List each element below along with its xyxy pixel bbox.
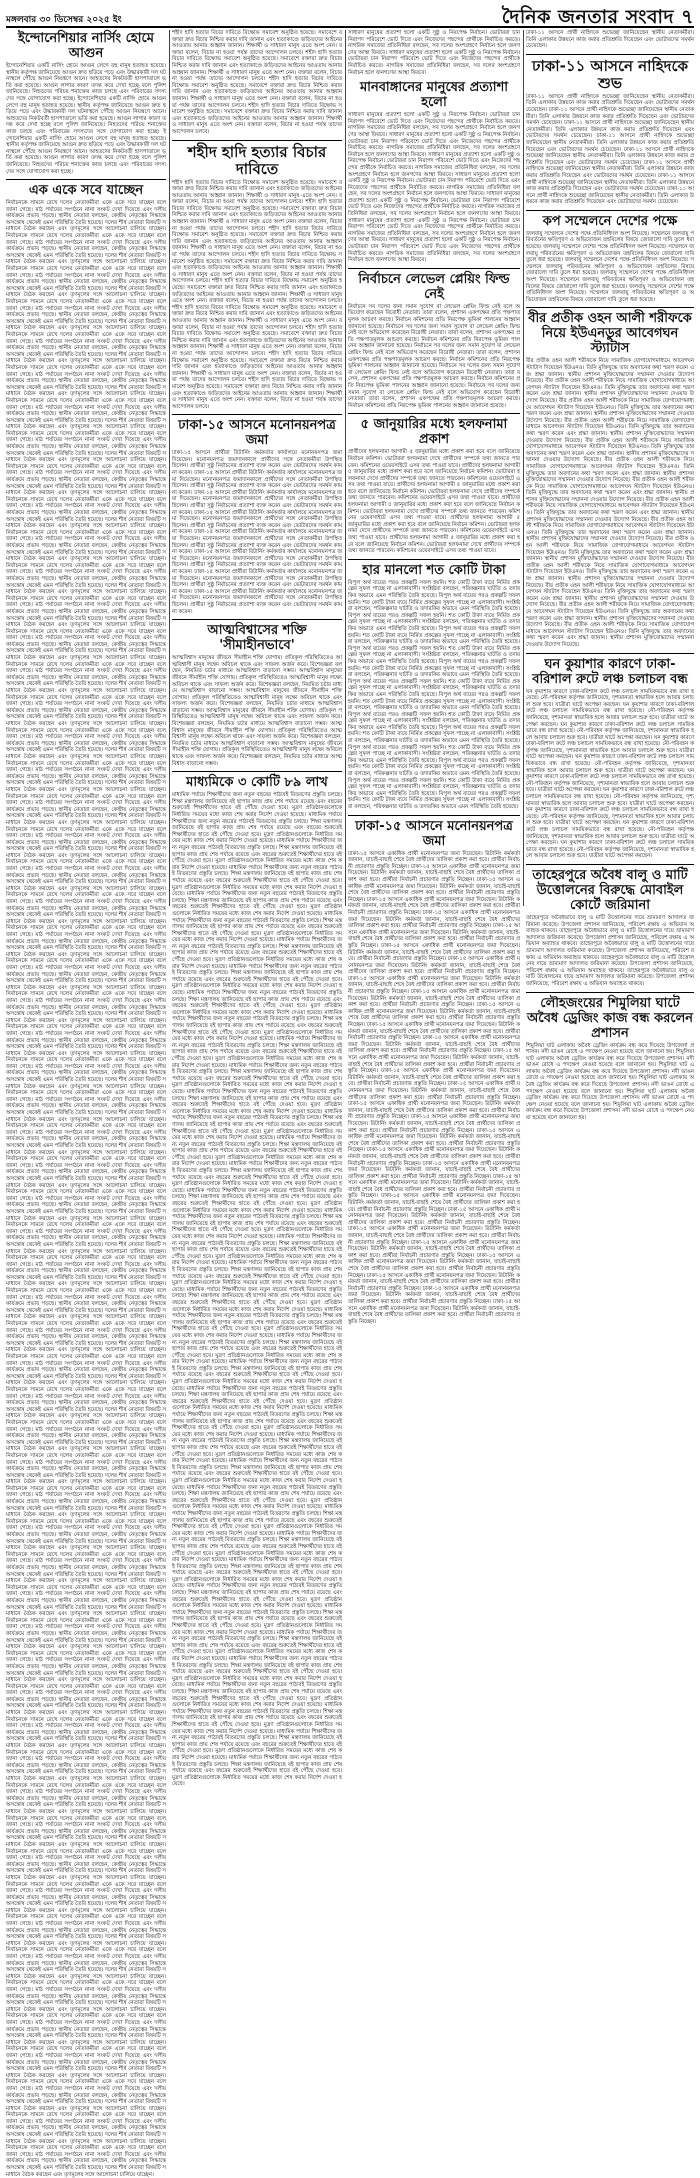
article-body: শহীদ হাদি হত্যার বিচার দাবিতে বিক্ষোভ সমাবেশ অনুষ্ঠিত হয়েছে। সমাবেশে বক্তারা দ্রুত বিচার নিশ্চিত করার দাবি জানান এবং হত্যাকাণ্ডে জড়িতদের আইনের আওতায় আনার আহ্বান জানান। শিক্ষার্থী ও সাধারণ মানুষ এতে অংশ নেন। বক্তারা বলেন, বিচার না হওয়া পর্যন্ত তাদের আন্দোলন চলবে। শহীদ হাদি হত্যার বিচার দাবিতে বিক্ষোভ সমাবেশ অনুষ্ঠিত হয়েছে। সমাবেশে বক্তারা দ্রুত বিচার নিশ্চিত করার দাবি জানান এবং হত্যাকাণ্ডে জড়িতদের আইনের আওতায় আনার আহ্বান জানান। শিক্ষার্থী ও সাধারণ মানুষ এতে অংশ নেন। বক্তারা বলেন, বিচার না হওয়া পর্যন্ত তাদের আন্দোলন চলবে। শহীদ হাদি হত্যার বিচার দাবিতে বিক্ষোভ সমাবেশ অনুষ্ঠিত হয়েছে। সমাবেশে বক্তারা দ্রুত বিচার নিশ্চিত করার দাবি জানান এবং হত্যাকাণ্ডে জড়িতদের আইনের আওতায় আনার আহ্বান জানান। শিক্ষার্থী ও সাধারণ মানুষ এতে অংশ নেন। বক্তারা বলেন, বিচার না হওয়া পর্যন্ত তাদের আন্দোলন চলবে। শহীদ হাদি হত্যার বিচার দাবিতে বিক্ষোভ সমাবেশ অনুষ্ঠিত হয়েছে। সমাবেশে বক্তারা দ্রুত বিচার নিশ্চিত করার দাবি জানান এবং হত্যাকাণ্ডে জড়িতদের আইনের আওতায় আনার আহ্বান জানান। শিক্ষার্থী ও সাধারণ মানুষ এতে অংশ নেন। বক্তারা বলেন, বিচার না হওয়া পর্যন্ত তাদের আন্দোলন চলবে।: [172, 30, 342, 135]
article-body: ইন্দোনেশিয়ার একটি নার্সিং হোমে আগুন লেগে বহু মানুষ হতাহত হয়েছে। স্থানীয় কর্তৃপক্ষ জানিয়েছে আগুন দ্রুত ছড়িয়ে পড়ে এবং উদ্ধারকারী দল ঘটনাস্থলে পৌঁছে আগুন নিয়ন্ত্রণে আনে। আহতদের নিকটবর্তী হাসপাতালে ভর্তি করা হয়েছে। আগুন লাগার কারণ তদন্ত করে দেখা হচ্ছে বলে পুলিশ জানিয়েছে। নিহতদের পরিচয় শনাক্তের কাজ চলছে এবং পরিবারের সদস্যদের সঙ্গে যোগাযোগ করা হচ্ছে। ইন্দোনেশিয়ার একটি নার্সিং হোমে আগুন লেগে বহু মানুষ হতাহত হয়েছে। স্থানীয় কর্তৃপক্ষ জানিয়েছে আগুন দ্রুত ছড়িয়ে পড়ে এবং উদ্ধারকারী দল ঘটনাস্থলে পৌঁছে আগুন নিয়ন্ত্রণে আনে। আহতদের নিকটবর্তী হাসপাতালে ভর্তি করা হয়েছে। আগুন লাগার কারণ তদন্ত করে দেখা হচ্ছে বলে পুলিশ জানিয়েছে। নিহতদের পরিচয় শনাক্তের কাজ চলছে এবং পরিবারের সদস্যদের সঙ্গে যোগাযোগ করা হচ্ছে। ইন্দোনেশিয়ার একটি নার্সিং হোমে আগুন লেগে বহু মানুষ হতাহত হয়েছে। স্থানীয় কর্তৃপক্ষ জানিয়েছে আগুন দ্রুত ছড়িয়ে পড়ে এবং উদ্ধারকারী দল ঘটনাস্থলে পৌঁছে আগুন নিয়ন্ত্রণে আনে। আহতদের নিকটবর্তী হাসপাতালে ভর্তি করা হয়েছে। আগুন লাগার কারণ তদন্ত করে দেখা হচ্ছে বলে পুলিশ জানিয়েছে। নিহতদের পরিচয় শনাক্তের কাজ চলছে এবং পরিবারের সদস্যদের সঙ্গে যোগাযোগ করা হচ্ছে।: [6, 63, 166, 175]
divider: [526, 307, 694, 308]
article-body: সাধারণ মানুষের প্রত্যাশা হলো একটি সুষ্ঠু ও নিরপেক্ষ নির্বাচন। ভোটাররা চান নিরাপদ পরিবেশে ভোট দিতে এবং নিজেদের পছন্দের প্রার্থীকে নির্বাচিত করতে। নাগরিক সমাজের প্রতিনিধিরা বলছেন, সব দলের অংশগ্রহণে নির্বাচন হলে জনগণের আস্থা ফিরবে। সাধারণ মানুষের প্রত্যাশা হলো একটি সুষ্ঠু ও নিরপেক্ষ নির্বাচন। ভোটাররা চান নিরাপদ পরিবেশে ভোট দিতে এবং নিজেদের পছন্দের প্রার্থীকে নির্বাচিত করতে। নাগরিক সমাজের প্রতিনিধিরা বলছেন, সব দলের অংশগ্রহণে নির্বাচন হলে জনগণের আস্থা ফিরবে। সাধারণ মানুষের প্রত্যাশা হলো একটি সুষ্ঠু ও নিরপেক্ষ নির্বাচন। ভোটাররা চান নিরাপদ পরিবেশে ভোট দিতে এবং নিজেদের পছন্দের প্রার্থীকে নির্বাচিত করতে। নাগরিক সমাজের প্রতিনিধিরা বলছেন, সব দলের অংশগ্রহণে নির্বাচন হলে জনগণের আস্থা ফিরবে। সাধারণ মানুষের প্রত্যাশা হলো একটি সুষ্ঠু ও নিরপেক্ষ নির্বাচন। ভোটাররা চান নিরাপদ পরিবেশে ভোট দিতে এবং নিজেদের পছন্দের প্রার্থীকে নির্বাচিত করতে। নাগরিক সমাজের প্রতিনিধিরা বলছেন, সব দলের অংশগ্রহণে নির্বাচন হলে জনগণের আস্থা ফিরবে। সাধারণ মানুষের প্রত্যাশা হলো একটি সুষ্ঠু ও নিরপেক্ষ নির্বাচন। ভোটাররা চান নিরাপদ পরিবেশে ভোট দিতে এবং নিজেদের পছন্দের প্রার্থীকে নির্বাচিত করতে। নাগরিক সমাজের প্রতিনিধিরা বলছেন, সব দলের অংশগ্রহণে নির্বাচন হলে জনগণের আস্থা ফিরবে। সাধারণ মানুষের প্রত্যাশা হলো একটি সুষ্ঠু ও নিরপেক্ষ নির্বাচন। ভোটাররা চান নিরাপদ পরিবেশে ভোট দিতে এবং নিজেদের পছন্দের প্রার্থীকে নির্বাচিত করতে। নাগরিক সমাজের প্রতিনিধিরা বলছেন, সব দলের অংশগ্রহণে নির্বাচন হলে জনগণের আস্থা ফিরবে। সাধারণ মানুষের প্রত্যাশা হলো একটি সুষ্ঠু ও নিরপেক্ষ নির্বাচন। ভোটাররা চান নিরাপদ পরিবেশে ভোট দিতে এবং নিজেদের পছন্দের প্রার্থীকে নির্বাচিত করতে। নাগরিক সমাজের প্রতিনিধিরা বলছেন, সব দলের অংশগ্রহণে নির্বাচন হলে জনগণের আস্থা ফিরবে।: [348, 112, 520, 264]
article: [172, 418, 342, 615]
article: [348, 417, 520, 555]
headline: লৌহজংয়ের শিমুলিয়া ঘাটে অবৈধ ড্রেজিং কাজ বন্ধ করলেন প্রশাসন: [526, 995, 694, 1041]
divider: [172, 140, 342, 141]
article-body: ঢাকা-১১ আসনে প্রার্থী নাহিদকে শুভেচ্ছা জানিয়েছেন স্থানীয় নেতাকর্মীরা। তিনি এলাকার উন্নয়নে কাজ করার প্রতিশ্রুতি দিয়েছেন এবং ভোটারদের সমর্থন চেয়েছেন। ঢাকা-১১ আসনে প্রার্থী নাহিদকে শুভেচ্ছা জানিয়েছেন স্থানীয় নেতাকর্মীরা। তিনি এলাকার উন্নয়নে কাজ করার প্রতিশ্রুতি দিয়েছেন এবং ভোটারদের সমর্থন চেয়েছেন। ঢাকা-১১ আসনে প্রার্থী নাহিদকে শুভেচ্ছা জানিয়েছেন স্থানীয় নেতাকর্মীরা। তিনি এলাকার উন্নয়নে কাজ করার প্রতিশ্রুতি দিয়েছেন এবং ভোটারদের সমর্থন চেয়েছেন। ঢাকা-১১ আসনে প্রার্থী নাহিদকে শুভেচ্ছা জানিয়েছেন স্থানীয় নেতাকর্মীরা। তিনি এলাকার উন্নয়নে কাজ করার প্রতিশ্রুতি দিয়েছেন এবং ভোটারদের সমর্থন চেয়েছেন। ঢাকা-১১ আসনে প্রার্থী নাহিদকে শুভেচ্ছা জানিয়েছেন স্থানীয় নেতাকর্মীরা। তিনি এলাকার উন্নয়নে কাজ করার প্রতিশ্রুতি দিয়েছেন এবং ভোটারদের সমর্থন চেয়েছেন। ঢাকা-১১ আসনে প্রার্থী নাহিদকে শুভেচ্ছা জানিয়েছেন স্থানীয় নেতাকর্মীরা। তিনি এলাকার উন্নয়নে কাজ করার প্রতিশ্রুতি দিয়েছেন এবং ভোটারদের সমর্থন চেয়েছেন। ঢাকা-১১ আসনে প্রার্থী নাহিদকে শুভেচ্ছা জানিয়েছেন স্থানীয় নেতাকর্মীরা। তিনি এলাকার উন্নয়নে কাজ করার প্রতিশ্রুতি দিয়েছেন এবং ভোটারদের সমর্থন চেয়েছেন। ঢাকা-১১ আসনে প্রার্থী নাহিদকে শুভেচ্ছা জানিয়েছেন স্থানীয় নেতাকর্মীরা। তিনি এলাকার উন্নয়নে কাজ করার প্রতিশ্রুতি দিয়েছেন এবং ভোটারদের সমর্থন চেয়েছেন।: [526, 93, 694, 206]
headline: বীর প্রতীক ওহন আলী শরীফকে নিয়ে ইউএনডুর আবেগঘন স্ট্যাটাস: [528, 311, 692, 357]
divider: [526, 210, 694, 211]
article: [172, 144, 342, 411]
article: [348, 563, 520, 811]
divider: [526, 653, 694, 654]
divider: [172, 414, 342, 415]
column-divider: [523, 30, 524, 906]
headline: ইন্দোনেশিয়ার নার্সিং হোমে আগুন: [18, 31, 154, 61]
article-body: ঢাকা-১১ আসনে প্রার্থী নাহিদকে শুভেচ্ছা জানিয়েছেন স্থানীয় নেতাকর্মীরা। তিনি এলাকার উন্নয়নে কাজ করার প্রতিশ্রুতি দিয়েছেন এবং ভোটারদের সমর্থন চেয়েছেন।: [526, 30, 694, 50]
issue-date: মঙ্গলবার ৩০ ডিসেম্বর ২০২৫ ইং: [6, 15, 122, 25]
masthead: [6, 4, 694, 28]
headline: ঢাকা-১৫ আসনে মনোনয়নপত্র জমা: [355, 818, 513, 849]
article: [348, 30, 520, 76]
divider: [348, 815, 520, 816]
headline: ঢাকা-১১ আসনে নাহিদকে শুভ: [531, 56, 689, 92]
article: [6, 31, 166, 175]
article-body: নির্বাচনে সব দলের জন্য সমান সুযোগ বা লেভেল প্লেয়িং ফিল্ড নেই বলে অভিযোগ করেছেন বিরোধী নেতারা। তারা বলেন, প্রশাসন একপক্ষের প্রতি পক্ষপাতমূলক আচরণ করছে। নির্বাচন কমিশনের প্রতি নিরপেক্ষ ভূমিকা পালনের আহ্বান জানানো হয়েছে। নির্বাচনে সব দলের জন্য সমান সুযোগ বা লেভেল প্লেয়িং ফিল্ড নেই বলে অভিযোগ করেছেন বিরোধী নেতারা। তারা বলেন, প্রশাসন একপক্ষের প্রতি পক্ষপাতমূলক আচরণ করছে। নির্বাচন কমিশনের প্রতি নিরপেক্ষ ভূমিকা পালনের আহ্বান জানানো হয়েছে। নির্বাচনে সব দলের জন্য সমান সুযোগ বা লেভেল প্লেয়িং ফিল্ড নেই বলে অভিযোগ করেছেন বিরোধী নেতারা। তারা বলেন, প্রশাসন একপক্ষের প্রতি পক্ষপাতমূলক আচরণ করছে। নির্বাচন কমিশনের প্রতি নিরপেক্ষ ভূমিকা পালনের আহ্বান জানানো হয়েছে। নির্বাচনে সব দলের জন্য সমান সুযোগ বা লেভেল প্লেয়িং ফিল্ড নেই বলে অভিযোগ করেছেন বিরোধী নেতারা। তারা বলেন, প্রশাসন একপক্ষের প্রতি পক্ষপাতমূলক আচরণ করছে। নির্বাচন কমিশনের প্রতি নিরপেক্ষ ভূমিকা পালনের আহ্বান জানানো হয়েছে। নির্বাচনে সব দলের জন্য সমান সুযোগ বা লেভেল প্লেয়িং ফিল্ড নেই বলে অভিযোগ করেছেন বিরোধী নেতারা। তারা বলেন, প্রশাসন একপক্ষের প্রতি পক্ষপাতমূলক আচরণ করছে। নির্বাচন কমিশনের প্রতি নিরপেক্ষ ভূমিকা পালনের আহ্বান জানানো হয়েছে।: [348, 303, 520, 409]
article: [526, 996, 694, 1122]
article-body: মাধ্যমিক পর্যায়ে শিক্ষার্থীদের জন্য নতুন বছরের পাঠ্যবই বিতরণের প্রস্তুতি চলছে। শিক্ষা মন্ত্রণালয় জানিয়েছে বই ছাপার কাজ প্রায় শেষ পর্যায়ে রয়েছে এবং বছরের শুরুতেই শিক্ষার্থীদের হাতে বই পৌঁছে দেওয়া হবে। মুদ্রণ প্রতিষ্ঠানগুলোকে নির্ধারিত সময়ের মধ্যে কাজ শেষ করার নির্দেশ দেওয়া হয়েছে। মাধ্যমিক পর্যায়ে শিক্ষার্থীদের জন্য নতুন বছরের পাঠ্যবই বিতরণের প্রস্তুতি চলছে। শিক্ষা মন্ত্রণালয় জানিয়েছে বই ছাপার কাজ প্রায় শেষ পর্যায়ে রয়েছে এবং বছরের শুরুতেই শিক্ষার্থীদের হাতে বই পৌঁছে দেওয়া হবে। মুদ্রণ প্রতিষ্ঠানগুলোকে নির্ধারিত সময়ের মধ্যে কাজ শেষ করার নির্দেশ দেওয়া হয়েছে। মাধ্যমিক পর্যায়ে শিক্ষার্থীদের জন্য নতুন বছরের পাঠ্যবই বিতরণের প্রস্তুতি চলছে। শিক্ষা মন্ত্রণালয় জানিয়েছে বই ছাপার কাজ প্রায় শেষ পর্যায়ে রয়েছে এবং বছরের শুরুতেই শিক্ষার্থীদের হাতে বই পৌঁছে দেওয়া হবে। মুদ্রণ প্রতিষ্ঠানগুলোকে নির্ধারিত সময়ের মধ্যে কাজ শেষ করার নির্দেশ দেওয়া হয়েছে। মাধ্যমিক পর্যায়ে শিক্ষার্থীদের জন্য নতুন বছরের পাঠ্যবই বিতরণের প্রস্তুতি চলছে। শিক্ষা মন্ত্রণালয় জানিয়েছে বই ছাপার কাজ প্রায় শেষ পর্যায়ে রয়েছে এবং বছরের শুরুতেই শিক্ষার্থীদের হাতে বই পৌঁছে দেওয়া হবে। মুদ্রণ প্রতিষ্ঠানগুলোকে নির্ধারিত সময়ের মধ্যে কাজ শেষ করার নির্দেশ দেওয়া হয়েছে। মাধ্যমিক পর্যায়ে শিক্ষার্থীদের জন্য নতুন বছরের পাঠ্যবই বিতরণের প্রস্তুতি চলছে। শিক্ষা মন্ত্রণালয় জানিয়েছে বই ছাপার কাজ প্রায় শেষ পর্যায়ে রয়েছে এবং বছরের শুরুতেই শিক্ষার্থীদের হাতে বই পৌঁছে দেওয়া হবে। মুদ্রণ প্রতিষ্ঠানগুলোকে নির্ধারিত সময়ের মধ্যে কাজ শেষ করার নির্দেশ দেওয়া হয়েছে। মাধ্যমিক পর্যায়ে শিক্ষার্থীদের জন্য নতুন বছরের পাঠ্যবই বিতরণের প্রস্তুতি চলছে। শিক্ষা মন্ত্রণালয় জানিয়েছে বই ছাপার কাজ প্রায় শেষ পর্যায়ে রয়েছে এবং বছরের শুরুতেই শিক্ষার্থীদের হাতে বই পৌঁছে দেওয়া হবে। মুদ্রণ প্রতিষ্ঠানগুলোকে নির্ধারিত সময়ের মধ্যে কাজ শেষ করার নির্দেশ দেওয়া হয়েছে। মাধ্যমিক পর্যায়ে শিক্ষার্থীদের জন্য নতুন বছরের পাঠ্যবই বিতরণের প্রস্তুতি চলছে। শিক্ষা মন্ত্রণালয় জানিয়েছে বই ছাপার কাজ প্রায় শেষ পর্যায়ে রয়েছে এবং বছরের শুরুতেই শিক্ষার্থীদের হাতে বই পৌঁছে দেওয়া হবে। মুদ্রণ প্রতিষ্ঠানগুলোকে নির্ধারিত সময়ের মধ্যে কাজ শেষ করার নির্দেশ দেওয়া হয়েছে। মাধ্যমিক পর্যায়ে শিক্ষার্থীদের জন্য নতুন বছরের পাঠ্যবই বিতরণের প্রস্তুতি চলছে। শিক্ষা মন্ত্রণালয় জানিয়েছে বই ছাপার কাজ প্রায় শেষ পর্যায়ে রয়েছে এবং বছরের শুরুতেই শিক্ষার্থীদের হাতে বই পৌঁছে দেওয়া হবে। মুদ্রণ প্রতিষ্ঠানগুলোকে নির্ধারিত সময়ের মধ্যে কাজ শেষ করার নির্দেশ দেওয়া হয়েছে। মাধ্যমিক পর্যায়ে শিক্ষার্থীদের জন্য নতুন বছরের পাঠ্যবই বিতরণের প্রস্তুতি চলছে। শিক্ষা মন্ত্রণালয় জানিয়েছে বই ছাপার কাজ প্রায় শেষ পর্যায়ে রয়েছে এবং বছরের শুরুতেই শিক্ষার্থীদের হাতে বই পৌঁছে দেওয়া হবে। মুদ্রণ প্রতিষ্ঠানগুলোকে নির্ধারিত সময়ের মধ্যে কাজ শেষ করার নির্দেশ দেওয়া হয়েছে। মাধ্যমিক পর্যায়ে শিক্ষার্থীদের জন্য নতুন বছরের পাঠ্যবই বিতরণের প্রস্তুতি চলছে। শিক্ষা মন্ত্রণালয় জানিয়েছে বই ছাপার কাজ প্রায় শেষ পর্যায়ে রয়েছে এবং বছরের শুরুতেই শিক্ষার্থীদের হাতে বই পৌঁছে দেওয়া হবে। মুদ্রণ প্রতিষ্ঠানগুলোকে নির্ধারিত সময়ের মধ্যে কাজ শেষ করার নির্দেশ দেওয়া হয়েছে। মাধ্যমিক পর্যায়ে শিক্ষার্থীদের জন্য নতুন বছরের পাঠ্যবই বিতরণের প্রস্তুতি চলছে। শিক্ষা মন্ত্রণালয় জানিয়েছে বই ছাপার কাজ প্রায় শেষ পর্যায়ে রয়েছে এবং বছরের শুরুতেই শিক্ষার্থীদের হাতে বই পৌঁছে দেওয়া হবে। মুদ্রণ প্রতিষ্ঠানগুলোকে নির্ধারিত সময়ের মধ্যে কাজ শেষ করার নির্দেশ দেওয়া হয়েছে। মাধ্যমিক পর্যায়ে শিক্ষার্থীদের জন্য নতুন বছরের পাঠ্যবই বিতরণের প্রস্তুতি চলছে। শিক্ষা মন্ত্রণালয় জানিয়েছে বই ছাপার কাজ প্রায় শেষ পর্যায়ে রয়েছে এবং বছরের শুরুতেই শিক্ষার্থীদের হাতে বই পৌঁছে দেওয়া হবে। মুদ্রণ প্রতিষ্ঠানগুলোকে নির্ধারিত সময়ের মধ্যে কাজ শেষ করার নির্দেশ দেওয়া হয়েছে। মাধ্যমিক পর্যায়ে শিক্ষার্থীদের জন্য নতুন বছরের পাঠ্যবই বিতরণের প্রস্তুতি চলছে। শিক্ষা মন্ত্রণালয় জানিয়েছে বই ছাপার কাজ প্রায় শেষ পর্যায়ে রয়েছে এবং বছরের শুরুতেই শিক্ষার্থীদের হাতে বই পৌঁছে দেওয়া হবে। মুদ্রণ প্রতিষ্ঠানগুলোকে নির্ধারিত সময়ের মধ্যে কাজ শেষ করার নির্দেশ দেওয়া হয়েছে। মাধ্যমিক পর্যায়ে শিক্ষার্থীদের জন্য নতুন বছরের পাঠ্যবই বিতরণের প্রস্তুতি চলছে। শিক্ষা মন্ত্রণালয় জানিয়েছে বই ছাপার কাজ প্রায় শেষ পর্যায়ে রয়েছে এবং বছরের শুরুতেই শিক্ষার্থীদের হাতে বই পৌঁছে দেওয়া হবে। মুদ্রণ প্রতিষ্ঠানগুলোকে নির্ধারিত সময়ের মধ্যে কাজ শেষ করার নির্দেশ দেওয়া হয়েছে। মাধ্যমিক পর্যায়ে শিক্ষার্থীদের জন্য নতুন বছরের পাঠ্যবই বিতরণের প্রস্তুতি চলছে। শিক্ষা মন্ত্রণালয় জানিয়েছে বই ছাপার কাজ প্রায় শেষ পর্যায়ে রয়েছে এবং বছরের শুরুতেই শিক্ষার্থীদের হাতে বই পৌঁছে দেওয়া হবে। মুদ্রণ প্রতিষ্ঠানগুলোকে নির্ধারিত সময়ের মধ্যে কাজ শেষ করার নির্দেশ দেওয়া হয়েছে। মাধ্যমিক পর্যায়ে শিক্ষার্থীদের জন্য নতুন বছরের পাঠ্যবই বিতরণের প্রস্তুতি চলছে। শিক্ষা মন্ত্রণালয় জানিয়েছে বই ছাপার কাজ প্রায় শেষ পর্যায়ে রয়েছে এবং বছরের শুরুতেই শিক্ষার্থীদের হাতে বই পৌঁছে দেওয়া হবে। মুদ্রণ প্রতিষ্ঠানগুলোকে নির্ধারিত সময়ের মধ্যে কাজ শেষ করার নির্দেশ দেওয়া হয়েছে। মাধ্যমিক পর্যায়ে শিক্ষার্থীদের জন্য নতুন বছরের পাঠ্যবই বিতরণের প্রস্তুতি চলছে। শিক্ষা মন্ত্রণালয় জানিয়েছে বই ছাপার কাজ প্রায় শেষ পর্যায়ে রয়েছে এবং বছরের শুরুতেই শিক্ষার্থীদের হাতে বই পৌঁছে দেওয়া হবে। মুদ্রণ প্রতিষ্ঠানগুলোকে নির্ধারিত সময়ের মধ্যে কাজ শেষ করার নির্দেশ দেওয়া হয়েছে। মাধ্যমিক পর্যায়ে শিক্ষার্থীদের জন্য নতুন বছরের পাঠ্যবই বিতরণের প্রস্তুতি চলছে। শিক্ষা মন্ত্রণালয় জানিয়েছে বই ছাপার কাজ প্রায় শেষ পর্যায়ে রয়েছে এবং বছরের শুরুতেই শিক্ষার্থীদের হাতে বই পৌঁছে দেওয়া হবে। মুদ্রণ প্রতিষ্ঠানগুলোকে নির্ধারিত সময়ের মধ্যে কাজ শেষ করার নির্দেশ দেওয়া হয়েছে। মাধ্যমিক পর্যায়ে শিক্ষার্থীদের জন্য নতুন বছরের পাঠ্যবই বিতরণের প্রস্তুতি চলছে। শিক্ষা মন্ত্রণালয় জানিয়েছে বই ছাপার কাজ প্রায় শেষ পর্যায়ে রয়েছে এবং বছরের শুরুতেই শিক্ষার্থীদের হাতে বই পৌঁছে দেওয়া হবে। মুদ্রণ প্রতিষ্ঠানগুলোকে নির্ধারিত সময়ের মধ্যে কাজ শেষ করার নির্দেশ দেওয়া হয়েছে। মাধ্যমিক পর্যায়ে শিক্ষার্থীদের জন্য নতুন বছরের পাঠ্যবই বিতরণের প্রস্তুতি চলছে। শিক্ষা মন্ত্রণালয় জানিয়েছে বই ছাপার কাজ প্রায় শেষ পর্যায়ে রয়েছে এবং বছরের শুরুতেই শিক্ষার্থীদের হাতে বই পৌঁছে দেওয়া হবে। মুদ্রণ প্রতিষ্ঠানগুলোকে নির্ধারিত সময়ের মধ্যে কাজ শেষ করার নির্দেশ দেওয়া হয়েছে। মাধ্যমিক পর্যায়ে শিক্ষার্থীদের জন্য নতুন বছরের পাঠ্যবই বিতরণের প্রস্তুতি চলছে। শিক্ষা মন্ত্রণালয় জানিয়েছে বই ছাপার কাজ প্রায় শেষ পর্যায়ে রয়েছে এবং বছরের শুরুতেই শিক্ষার্থীদের হাতে বই পৌঁছে দেওয়া হবে। মুদ্রণ প্রতিষ্ঠানগুলোকে নির্ধারিত সময়ের মধ্যে কাজ শেষ করার নির্দেশ দেওয়া হয়েছে। মাধ্যমিক পর্যায়ে শিক্ষার্থীদের জন্য নতুন বছরের পাঠ্যবই বিতরণের প্রস্তুতি চলছে। শিক্ষা মন্ত্রণালয় জানিয়েছে বই ছাপার কাজ প্রায় শেষ পর্যায়ে রয়েছে এবং বছরের শুরুতেই শিক্ষার্থীদের হাতে বই পৌঁছে দেওয়া হবে। মুদ্রণ প্রতিষ্ঠানগুলোকে নির্ধারিত সময়ের মধ্যে কাজ শেষ করার নির্দেশ দেওয়া হয়েছে। মাধ্যমিক পর্যায়ে শিক্ষার্থীদের জন্য নতুন বছরের পাঠ্যবই বিতরণের প্রস্তুতি চলছে। শিক্ষা মন্ত্রণালয় জানিয়েছে বই ছাপার কাজ প্রায় শেষ পর্যায়ে রয়েছে এবং বছরের শুরুতেই শিক্ষার্থীদের হাতে বই পৌঁছে দেওয়া হবে। মুদ্রণ প্রতিষ্ঠানগুলোকে নির্ধারিত সময়ের মধ্যে কাজ শেষ করার নির্দেশ দেওয়া হয়েছে। মাধ্যমিক পর্যায়ে শিক্ষার্থীদের জন্য নতুন বছরের পাঠ্যবই বিতরণের প্রস্তুতি চলছে। শিক্ষা মন্ত্রণালয় জানিয়েছে বই ছাপার কাজ প্রায় শেষ পর্যায়ে রয়েছে এবং বছরের শুরুতেই শিক্ষার্থীদের হাতে বই পৌঁছে দেওয়া হবে। মুদ্রণ প্রতিষ্ঠানগুলোকে নির্ধারিত সময়ের মধ্যে কাজ শেষ করার নির্দেশ দেওয়া হয়েছে। মাধ্যমিক পর্যায়ে শিক্ষার্থীদের জন্য নতুন বছরের পাঠ্যবই বিতরণের প্রস্তুতি চলছে। শিক্ষা মন্ত্রণালয় জানিয়েছে বই ছাপার কাজ প্রায় শেষ পর্যায়ে রয়েছে এবং বছরের শুরুতেই শিক্ষার্থীদের হাতে বই পৌঁছে দেওয়া হবে। মুদ্রণ প্রতিষ্ঠানগুলোকে নির্ধারিত সময়ের মধ্যে কাজ শেষ করার নির্দেশ দেওয়া হয়েছে। মাধ্যমিক পর্যায়ে শিক্ষার্থীদের জন্য নতুন বছরের পাঠ্যবই বিতরণের প্রস্তুতি চলছে। শিক্ষা মন্ত্রণালয় জানিয়েছে বই ছাপার কাজ প্রায় শেষ পর্যায়ে রয়েছে এবং বছরের শুরুতেই শিক্ষার্থীদের হাতে বই পৌঁছে দেওয়া হবে। মুদ্রণ প্রতিষ্ঠানগুলোকে নির্ধারিত সময়ের মধ্যে কাজ শেষ করার নির্দেশ দেওয়া হয়েছে। মাধ্যমিক পর্যায়ে শিক্ষার্থীদের জন্য নতুন বছরের পাঠ্যবই বিতরণের প্রস্তুতি চলছে। শিক্ষা মন্ত্রণালয় জানিয়েছে বই ছাপার কাজ প্রায় শেষ পর্যায়ে রয়েছে এবং বছরের শুরুতেই শিক্ষার্থীদের হাতে বই পৌঁছে দেওয়া হবে। মুদ্রণ প্রতিষ্ঠানগুলোকে নির্ধারিত সময়ের মধ্যে কাজ শেষ করার নির্দেশ দেওয়া হয়েছে। মাধ্যমিক পর্যায়ে শিক্ষার্থীদের জন্য নতুন বছরের পাঠ্যবই বিতরণের প্রস্তুতি চলছে। শিক্ষা মন্ত্রণালয় জানিয়েছে বই ছাপার কাজ প্রায় শেষ পর্যায়ে রয়েছে এবং বছরের শুরুতেই শিক্ষার্থীদের হাতে বই পৌঁছে দেওয়া হবে। মুদ্রণ প্রতিষ্ঠানগুলোকে নির্ধারিত সময়ের মধ্যে কাজ শেষ করার নির্দেশ দেওয়া হয়েছে। মাধ্যমিক পর্যায়ে শিক্ষার্থীদের জন্য নতুন বছরের পাঠ্যবই বিতরণের প্রস্তুতি চলছে। শিক্ষা মন্ত্রণালয় জানিয়েছে বই ছাপার কাজ প্রায় শেষ পর্যায়ে রয়েছে এবং বছরের শুরুতেই শিক্ষার্থীদের হাতে বই পৌঁছে দেওয়া হবে। মুদ্রণ প্রতিষ্ঠানগুলোকে নির্ধারিত সময়ের মধ্যে কাজ শেষ করার নির্দেশ দেওয়া হয়েছে। মাধ্যমিক পর্যায়ে শিক্ষার্থীদের জন্য নতুন বছরের পাঠ্যবই বিতরণের প্রস্তুতি চলছে। শিক্ষা মন্ত্রণালয় জানিয়েছে বই ছাপার কাজ প্রায় শেষ পর্যায়ে রয়েছে এবং বছরের শুরুতেই শিক্ষার্থীদের হাতে বই পৌঁছে দেওয়া হবে। মুদ্রণ প্রতিষ্ঠানগুলোকে নির্ধারিত সময়ের মধ্যে কাজ শেষ করার নির্দেশ দেওয়া হয়েছে। মাধ্যমিক পর্যায়ে শিক্ষার্থীদের জন্য নতুন বছরের পাঠ্যবই বিতরণের প্রস্তুতি চলছে। শিক্ষা মন্ত্রণালয় জানিয়েছে বই ছাপার কাজ প্রায় শেষ পর্যায়ে রয়েছে এবং বছরের শুরুতেই শিক্ষার্থীদের হাতে বই পৌঁছে দেওয়া হবে। মুদ্রণ প্রতিষ্ঠানগুলোকে নির্ধারিত সময়ের মধ্যে কাজ শেষ করার নির্দেশ দেওয়া হয়েছে। মাধ্যমিক পর্যায়ে শিক্ষার্থীদের জন্য নতুন বছরের পাঠ্যবই বিতরণের প্রস্তুতি চলছে। শিক্ষা মন্ত্রণালয় জানিয়েছে বই ছাপার কাজ প্রায় শেষ পর্যায়ে রয়েছে এবং বছরের শুরুতেই শিক্ষার্থীদের হাতে বই পৌঁছে দেওয়া হবে। মুদ্রণ প্রতিষ্ঠানগুলোকে নির্ধারিত সময়ের মধ্যে কাজ শেষ করার নির্দেশ দেওয়া হয়েছে। মাধ্যমিক পর্যায়ে শিক্ষার্থীদের জন্য নতুন বছরের পাঠ্যবই বিতরণের প্রস্তুতি চলছে। শিক্ষা মন্ত্রণালয় জানিয়েছে বই ছাপার কাজ প্রায় শেষ পর্যায়ে রয়েছে এবং বছরের শুরুতেই শিক্ষার্থীদের হাতে বই পৌঁছে দেওয়া হবে। মুদ্রণ প্রতিষ্ঠানগুলোকে নির্ধারিত সময়ের মধ্যে কাজ শেষ করার নির্দেশ দেওয়া হয়েছে। মাধ্যমিক পর্যায়ে শিক্ষার্থীদের জন্য নতুন বছরের পাঠ্যবই বিতরণের প্রস্তুতি চলছে। শিক্ষা মন্ত্রণালয় জানিয়েছে বই ছাপার কাজ প্রায় শেষ পর্যায়ে রয়েছে এবং বছরের শুরুতেই শিক্ষার্থীদের হাতে বই পৌঁছে দেওয়া হবে। মুদ্রণ প্রতিষ্ঠানগুলোকে নির্ধারিত সময়ের মধ্যে কাজ শেষ করার নির্দেশ দেওয়া হয়েছে। মাধ্যমিক পর্যায়ে শিক্ষার্থীদের জন্য নতুন বছরের পাঠ্যবই বিতরণের প্রস্তুতি চলছে। শিক্ষা মন্ত্রণালয় জানিয়েছে বই ছাপার কাজ প্রায় শেষ পর্যায়ে রয়েছে এবং বছরের শুরুতেই শিক্ষার্থীদের হাতে বই পৌঁছে দেওয়া হবে। মুদ্রণ প্রতিষ্ঠানগুলোকে নির্ধারিত সময়ের মধ্যে কাজ শেষ করার নির্দেশ দেওয়া হয়েছে। মাধ্যমিক পর্যায়ে শিক্ষার্থীদের জন্য নতুন বছরের পাঠ্যবই বিতরণের প্রস্তুতি চলছে। শিক্ষা মন্ত্রণালয় জানিয়েছে বই ছাপার কাজ প্রায় শেষ পর্যায়ে রয়েছে এবং বছরের শুরুতেই শিক্ষার্থীদের হাতে বই পৌঁছে দেওয়া হবে। মুদ্রণ প্রতিষ্ঠানগুলোকে নির্ধারিত সময়ের মধ্যে কাজ শেষ করার নির্দেশ দেওয়া হয়েছে। মাধ্যমিক পর্যায়ে শিক্ষার্থীদের জন্য নতুন বছরের পাঠ্যবই বিতরণের প্রস্তুতি চলছে। শিক্ষা মন্ত্রণালয় জানিয়েছে বই ছাপার কাজ প্রায় শেষ পর্যায়ে রয়েছে এবং বছরের শুরুতেই শিক্ষার্থীদের হাতে বই পৌঁছে দেওয়া হবে। মুদ্রণ প্রতিষ্ঠানগুলোকে নির্ধারিত সময়ের মধ্যে কাজ শেষ করার নির্দেশ দেওয়া হয়েছে। মাধ্যমিক পর্যায়ে শিক্ষার্থীদের জন্য নতুন বছরের পাঠ্যবই বিতরণের প্রস্তুতি চলছে। শিক্ষা মন্ত্রণালয় জানিয়েছে বই ছাপার কাজ প্রায় শেষ পর্যায়ে রয়েছে এবং বছরের শুরুতেই শিক্ষার্থীদের হাতে বই পৌঁছে দেওয়া হবে। মুদ্রণ প্রতিষ্ঠানগুলোকে নির্ধারিত সময়ের মধ্যে কাজ শেষ করার নির্দেশ দেওয়া হয়েছে। মাধ্যমিক পর্যায়ে শিক্ষার্থীদের জন্য নতুন বছরের পাঠ্যবই বিতরণের প্রস্তুতি চলছে। শিক্ষা মন্ত্রণালয় জানিয়েছে বই ছাপার কাজ প্রায় শেষ পর্যায়ে রয়েছে এবং বছরের শুরুতেই শিক্ষার্থীদের হাতে বই পৌঁছে দেওয়া হবে। মুদ্রণ প্রতিষ্ঠানগুলোকে নির্ধারিত সময়ের মধ্যে কাজ শেষ করার নির্দেশ দেওয়া হয়েছে। মাধ্যমিক পর্যায়ে শিক্ষার্থীদের জন্য নতুন বছরের পাঠ্যবই বিতরণের প্রস্তুতি চলছে। শিক্ষা মন্ত্রণালয় জানিয়েছে বই ছাপার কাজ প্রায় শেষ পর্যায়ে রয়েছে এবং বছরের শুরুতেই শিক্ষার্থীদের হাতে বই পৌঁছে দেওয়া হবে। মুদ্রণ প্রতিষ্ঠানগুলোকে নির্ধারিত সময়ের মধ্যে কাজ শেষ করার নির্দেশ দেওয়া হয়েছে।: [172, 792, 342, 1788]
column-1: [6, 30, 166, 2178]
divider: [348, 413, 520, 414]
article: [348, 819, 520, 1326]
article: [348, 80, 520, 264]
headline: মানবাঙ্গানের মানুষের প্রত্যাশা হলো: [359, 80, 509, 111]
article: [172, 30, 342, 136]
article: [172, 775, 342, 1788]
divider: [348, 268, 520, 269]
divider: [526, 864, 694, 865]
headline: এক একে সবে যাচ্ছেন: [28, 183, 144, 199]
article: [526, 311, 694, 648]
column-4: [526, 30, 695, 1122]
article: [526, 657, 694, 860]
article-body: বীর প্রতীক ওহন আলী শরীফকে নিয়ে সামাজিক যোগাযোগমাধ্যমে আবেগঘন স্ট্যাটাস দিয়েছেন ইউএনও। তিনি মুক্তিযুদ্ধে তার অবদানের কথা স্মরণ করেন এবং শ্রদ্ধা জানান। স্থানীয় প্রশাসন মুক্তিযোদ্ধাদের সম্মাননা দেওয়ার উদ্যোগ নিয়েছে। বীর প্রতীক ওহন আলী শরীফকে নিয়ে সামাজিক যোগাযোগমাধ্যমে আবেগঘন স্ট্যাটাস দিয়েছেন ইউএনও। তিনি মুক্তিযুদ্ধে তার অবদানের কথা স্মরণ করেন এবং শ্রদ্ধা জানান। স্থানীয় প্রশাসন মুক্তিযোদ্ধাদের সম্মাননা দেওয়ার উদ্যোগ নিয়েছে। বীর প্রতীক ওহন আলী শরীফকে নিয়ে সামাজিক যোগাযোগমাধ্যমে আবেগঘন স্ট্যাটাস দিয়েছেন ইউএনও। তিনি মুক্তিযুদ্ধে তার অবদানের কথা স্মরণ করেন এবং শ্রদ্ধা জানান। স্থানীয় প্রশাসন মুক্তিযোদ্ধাদের সম্মাননা দেওয়ার উদ্যোগ নিয়েছে। বীর প্রতীক ওহন আলী শরীফকে নিয়ে সামাজিক যোগাযোগমাধ্যমে আবেগঘন স্ট্যাটাস দিয়েছেন ইউএনও। তিনি মুক্তিযুদ্ধে তার অবদানের কথা স্মরণ করেন এবং শ্রদ্ধা জানান। স্থানীয় প্রশাসন মুক্তিযোদ্ধাদের সম্মাননা দেওয়ার উদ্যোগ নিয়েছে। বীর প্রতীক ওহন আলী শরীফকে নিয়ে সামাজিক যোগাযোগমাধ্যমে আবেগঘন স্ট্যাটাস দিয়েছেন ইউএনও। তিনি মুক্তিযুদ্ধে তার অবদানের কথা স্মরণ করেন এবং শ্রদ্ধা জানান। স্থানীয় প্রশাসন মুক্তিযোদ্ধাদের সম্মাননা দেওয়ার উদ্যোগ নিয়েছে। বীর প্রতীক ওহন আলী শরীফকে নিয়ে সামাজিক যোগাযোগমাধ্যমে আবেগঘন স্ট্যাটাস দিয়েছেন ইউএনও। তিনি মুক্তিযুদ্ধে তার অবদানের কথা স্মরণ করেন এবং শ্রদ্ধা জানান। স্থানীয় প্রশাসন মুক্তিযোদ্ধাদের সম্মাননা দেওয়ার উদ্যোগ নিয়েছে। বীর প্রতীক ওহন আলী শরীফকে নিয়ে সামাজিক যোগাযোগমাধ্যমে আবেগঘন স্ট্যাটাস দিয়েছেন ইউএনও। তিনি মুক্তিযুদ্ধে তার অবদানের কথা স্মরণ করেন এবং শ্রদ্ধা জানান। স্থানীয় প্রশাসন মুক্তিযোদ্ধাদের সম্মাননা দেওয়ার উদ্যোগ নিয়েছে। বীর প্রতীক ওহন আলী শরীফকে নিয়ে সামাজিক যোগাযোগমাধ্যমে আবেগঘন স্ট্যাটাস দিয়েছেন ইউএনও। তিনি মুক্তিযুদ্ধে তার অবদানের কথা স্মরণ করেন এবং শ্রদ্ধা জানান। স্থানীয় প্রশাসন মুক্তিযোদ্ধাদের সম্মাননা দেওয়ার উদ্যোগ নিয়েছে। বীর প্রতীক ওহন আলী শরীফকে নিয়ে সামাজিক যোগাযোগমাধ্যমে আবেগঘন স্ট্যাটাস দিয়েছেন ইউএনও। তিনি মুক্তিযুদ্ধে তার অবদানের কথা স্মরণ করেন এবং শ্রদ্ধা জানান। স্থানীয় প্রশাসন মুক্তিযোদ্ধাদের সম্মাননা দেওয়ার উদ্যোগ নিয়েছে। বীর প্রতীক ওহন আলী শরীফকে নিয়ে সামাজিক যোগাযোগমাধ্যমে আবেগঘন স্ট্যাটাস দিয়েছেন ইউএনও। তিনি মুক্তিযুদ্ধে তার অবদানের কথা স্মরণ করেন এবং শ্রদ্ধা জানান। স্থানীয় প্রশাসন মুক্তিযোদ্ধাদের সম্মাননা দেওয়ার উদ্যোগ নিয়েছে। বীর প্রতীক ওহন আলী শরীফকে নিয়ে সামাজিক যোগাযোগমাধ্যমে আবেগঘন স্ট্যাটাস দিয়েছেন ইউএনও। তিনি মুক্তিযুদ্ধে তার অবদানের কথা স্মরণ করেন এবং শ্রদ্ধা জানান। স্থানীয় প্রশাসন মুক্তিযোদ্ধাদের সম্মাননা দেওয়ার উদ্যোগ নিয়েছে। বীর প্রতীক ওহন আলী শরীফকে নিয়ে সামাজিক যোগাযোগমাধ্যমে আবেগঘন স্ট্যাটাস দিয়েছেন ইউএনও। তিনি মুক্তিযুদ্ধে তার অবদানের কথা স্মরণ করেন এবং শ্রদ্ধা জানান। স্থানীয় প্রশাসন মুক্তিযোদ্ধাদের সম্মাননা দেওয়ার উদ্যোগ নিয়েছে। বীর প্রতীক ওহন আলী শরীফকে নিয়ে সামাজিক যোগাযোগমাধ্যমে আবেগঘন স্ট্যাটাস দিয়েছেন ইউএনও। তিনি মুক্তিযুদ্ধে তার অবদানের কথা স্মরণ করেন এবং শ্রদ্ধা জানান। স্থানীয় প্রশাসন মুক্তিযোদ্ধাদের সম্মাননা দেওয়ার উদ্যোগ নিয়েছে। বীর প্রতীক ওহন আলী শরীফকে নিয়ে সামাজিক যোগাযোগমাধ্যমে আবেগঘন স্ট্যাটাস দিয়েছেন ইউএনও। তিনি মুক্তিযুদ্ধে তার অবদানের কথা স্মরণ করেন এবং শ্রদ্ধা জানান। স্থানীয় প্রশাসন মুক্তিযোদ্ধাদের সম্মাননা দেওয়ার উদ্যোগ নিয়েছে।: [526, 358, 694, 648]
article-body: শিমুলিয়া ঘাট এলাকায় অবৈধ ড্রেজিং কার্যক্রম বন্ধ করে দিয়েছে উপজেলা প্রশাসন। নদী ভাঙন রোধে এ পদক্ষেপ নেওয়া হয়েছে বলে জানানো হয়। শিমুলিয়া ঘাট এলাকায় অবৈধ ড্রেজিং কার্যক্রম বন্ধ করে দিয়েছে উপজেলা প্রশাসন। নদী ভাঙন রোধে এ পদক্ষেপ নেওয়া হয়েছে বলে জানানো হয়। শিমুলিয়া ঘাট এলাকায় অবৈধ ড্রেজিং কার্যক্রম বন্ধ করে দিয়েছে উপজেলা প্রশাসন। নদী ভাঙন রোধে এ পদক্ষেপ নেওয়া হয়েছে বলে জানানো হয়। শিমুলিয়া ঘাট এলাকায় অবৈধ ড্রেজিং কার্যক্রম বন্ধ করে দিয়েছে উপজেলা প্রশাসন। নদী ভাঙন রোধে এ পদক্ষেপ নেওয়া হয়েছে বলে জানানো হয়। শিমুলিয়া ঘাট এলাকায় অবৈধ ড্রেজিং কার্যক্রম বন্ধ করে দিয়েছে উপজেলা প্রশাসন। নদী ভাঙন রোধে এ পদক্ষেপ নেওয়া হয়েছে বলে জানানো হয়। শিমুলিয়া ঘাট এলাকায় অবৈধ ড্রেজিং কার্যক্রম বন্ধ করে দিয়েছে উপজেলা প্রশাসন। নদী ভাঙন রোধে এ পদক্ষেপ নেওয়া হয়েছে বলে জানানো হয়।: [526, 1042, 694, 1122]
article: [172, 623, 342, 767]
article-body: বিপুল অর্থ ব্যয়ের পরও প্রকল্পটি সফল হয়নি। শত কোটি টাকা ব্যয়ে নির্মিত প্রকল্পের সুফল পাচ্ছে না এলাকাবাসী। সংশ্লিষ্টরা বলছেন, পরিকল্পনার ঘাটতি ও তদারকির অভাবে এমন পরিস্থিতি তৈরি হয়েছে। বিপুল অর্থ ব্যয়ের পরও প্রকল্পটি সফল হয়নি। শত কোটি টাকা ব্যয়ে নির্মিত প্রকল্পের সুফল পাচ্ছে না এলাকাবাসী। সংশ্লিষ্টরা বলছেন, পরিকল্পনার ঘাটতি ও তদারকির অভাবে এমন পরিস্থিতি তৈরি হয়েছে। বিপুল অর্থ ব্যয়ের পরও প্রকল্পটি সফল হয়নি। শত কোটি টাকা ব্যয়ে নির্মিত প্রকল্পের সুফল পাচ্ছে না এলাকাবাসী। সংশ্লিষ্টরা বলছেন, পরিকল্পনার ঘাটতি ও তদারকির অভাবে এমন পরিস্থিতি তৈরি হয়েছে। বিপুল অর্থ ব্যয়ের পরও প্রকল্পটি সফল হয়নি। শত কোটি টাকা ব্যয়ে নির্মিত প্রকল্পের সুফল পাচ্ছে না এলাকাবাসী। সংশ্লিষ্টরা বলছেন, পরিকল্পনার ঘাটতি ও তদারকির অভাবে এমন পরিস্থিতি তৈরি হয়েছে। বিপুল অর্থ ব্যয়ের পরও প্রকল্পটি সফল হয়নি। শত কোটি টাকা ব্যয়ে নির্মিত প্রকল্পের সুফল পাচ্ছে না এলাকাবাসী। সংশ্লিষ্টরা বলছেন, পরিকল্পনার ঘাটতি ও তদারকির অভাবে এমন পরিস্থিতি তৈরি হয়েছে। বিপুল অর্থ ব্যয়ের পরও প্রকল্পটি সফল হয়নি। শত কোটি টাকা ব্যয়ে নির্মিত প্রকল্পের সুফল পাচ্ছে না এলাকাবাসী। সংশ্লিষ্টরা বলছেন, পরিকল্পনার ঘাটতি ও তদারকির অভাবে এমন পরিস্থিতি তৈরি হয়েছে। বিপুল অর্থ ব্যয়ের পরও প্রকল্পটি সফল হয়নি। শত কোটি টাকা ব্যয়ে নির্মিত প্রকল্পের সুফল পাচ্ছে না এলাকাবাসী। সংশ্লিষ্টরা বলছেন, পরিকল্পনার ঘাটতি ও তদারকির অভাবে এমন পরিস্থিতি তৈরি হয়েছে। বিপুল অর্থ ব্যয়ের পরও প্রকল্পটি সফল হয়নি। শত কোটি টাকা ব্যয়ে নির্মিত প্রকল্পের সুফল পাচ্ছে না এলাকাবাসী। সংশ্লিষ্টরা বলছেন, পরিকল্পনার ঘাটতি ও তদারকির অভাবে এমন পরিস্থিতি তৈরি হয়েছে। বিপুল অর্থ ব্যয়ের পরও প্রকল্পটি সফল হয়নি। শত কোটি টাকা ব্যয়ে নির্মিত প্রকল্পের সুফল পাচ্ছে না এলাকাবাসী। সংশ্লিষ্টরা বলছেন, পরিকল্পনার ঘাটতি ও তদারকির অভাবে এমন পরিস্থিতি তৈরি হয়েছে। বিপুল অর্থ ব্যয়ের পরও প্রকল্পটি সফল হয়নি। শত কোটি টাকা ব্যয়ে নির্মিত প্রকল্পের সুফল পাচ্ছে না এলাকাবাসী। সংশ্লিষ্টরা বলছেন, পরিকল্পনার ঘাটতি ও তদারকির অভাবে এমন পরিস্থিতি তৈরি হয়েছে। বিপুল অর্থ ব্যয়ের পরও প্রকল্পটি সফল হয়নি। শত কোটি টাকা ব্যয়ে নির্মিত প্রকল্পের সুফল পাচ্ছে না এলাকাবাসী। সংশ্লিষ্টরা বলছেন, পরিকল্পনার ঘাটতি ও তদারকির অভাবে এমন পরিস্থিতি তৈরি হয়েছে। বিপুল অর্থ ব্যয়ের পরও প্রকল্পটি সফল হয়নি। শত কোটি টাকা ব্যয়ে নির্মিত প্রকল্পের সুফল পাচ্ছে না এলাকাবাসী। সংশ্লিষ্টরা বলছেন, পরিকল্পনার ঘাটতি ও তদারকির অভাবে এমন পরিস্থিতি তৈরি হয়েছে। বিপুল অর্থ ব্যয়ের পরও প্রকল্পটি সফল হয়নি। শত কোটি টাকা ব্যয়ে নির্মিত প্রকল্পের সুফল পাচ্ছে না এলাকাবাসী। সংশ্লিষ্টরা বলছেন, পরিকল্পনার ঘাটতি ও তদারকির অভাবে এমন পরিস্থিতি তৈরি হয়েছে। বিপুল অর্থ ব্যয়ের পরও প্রকল্পটি সফল হয়নি। শত কোটি টাকা ব্যয়ে নির্মিত প্রকল্পের সুফল পাচ্ছে না এলাকাবাসী। সংশ্লিষ্টরা বলছেন, পরিকল্পনার ঘাটতি ও তদারকির অভাবে এমন পরিস্থিতি তৈরি হয়েছে।: [348, 579, 520, 810]
article-body: প্রার্থীদের হলফনামা আগামী ৫ জানুয়ারির মধ্যে প্রকাশ করা হবে বলে জানিয়েছে নির্বাচন কমিশন। ভোটাররা হলফনামা দেখে প্রার্থীদের সম্পর্কে তথ্য জানতে পারবেন। কমিশনের ওয়েবসাইটে এসব তথ্য পাওয়া যাবে। প্রার্থীদের হলফনামা আগামী ৫ জানুয়ারির মধ্যে প্রকাশ করা হবে বলে জানিয়েছে নির্বাচন কমিশন। ভোটাররা হলফনামা দেখে প্রার্থীদের সম্পর্কে তথ্য জানতে পারবেন। কমিশনের ওয়েবসাইটে এসব তথ্য পাওয়া যাবে। প্রার্থীদের হলফনামা আগামী ৫ জানুয়ারির মধ্যে প্রকাশ করা হবে বলে জানিয়েছে নির্বাচন কমিশন। ভোটাররা হলফনামা দেখে প্রার্থীদের সম্পর্কে তথ্য জানতে পারবেন। কমিশনের ওয়েবসাইটে এসব তথ্য পাওয়া যাবে। প্রার্থীদের হলফনামা আগামী ৫ জানুয়ারির মধ্যে প্রকাশ করা হবে বলে জানিয়েছে নির্বাচন কমিশন। ভোটাররা হলফনামা দেখে প্রার্থীদের সম্পর্কে তথ্য জানতে পারবেন। কমিশনের ওয়েবসাইটে এসব তথ্য পাওয়া যাবে। প্রার্থীদের হলফনামা আগামী ৫ জানুয়ারির মধ্যে প্রকাশ করা হবে বলে জানিয়েছে নির্বাচন কমিশন। ভোটাররা হলফনামা দেখে প্রার্থীদের সম্পর্কে তথ্য জানতে পারবেন। কমিশনের ওয়েবসাইটে এসব তথ্য পাওয়া যাবে। প্রার্থীদের হলফনামা আগামী ৫ জানুয়ারির মধ্যে প্রকাশ করা হবে বলে জানিয়েছে নির্বাচন কমিশন। ভোটাররা হলফনামা দেখে প্রার্থীদের সম্পর্কে তথ্য জানতে পারবেন। কমিশনের ওয়েবসাইটে এসব তথ্য পাওয়া যাবে।: [348, 449, 520, 555]
column-divider: [345, 30, 346, 906]
divider: [526, 54, 694, 55]
divider: [172, 619, 342, 620]
article-body: ঘন কুয়াশার কারণে ঢাকা-বরিশাল রুটে লঞ্চ চলাচল সাময়িকভাবে বন্ধ রাখা হয়েছে। নৌ-পরিবহন কর্তৃপক্ষ জানিয়েছে, দৃশ্যমানতা স্বাভাবিক হলে আবার চলাচল শুরু হবে। যাত্রীরা ঘাটে অপেক্ষা করছেন। ঘন কুয়াশার কারণে ঢাকা-বরিশাল রুটে লঞ্চ চলাচল সাময়িকভাবে বন্ধ রাখা হয়েছে। নৌ-পরিবহন কর্তৃপক্ষ জানিয়েছে, দৃশ্যমানতা স্বাভাবিক হলে আবার চলাচল শুরু হবে। যাত্রীরা ঘাটে অপেক্ষা করছেন। ঘন কুয়াশার কারণে ঢাকা-বরিশাল রুটে লঞ্চ চলাচল সাময়িকভাবে বন্ধ রাখা হয়েছে। নৌ-পরিবহন কর্তৃপক্ষ জানিয়েছে, দৃশ্যমানতা স্বাভাবিক হলে আবার চলাচল শুরু হবে। যাত্রীরা ঘাটে অপেক্ষা করছেন। ঘন কুয়াশার কারণে ঢাকা-বরিশাল রুটে লঞ্চ চলাচল সাময়িকভাবে বন্ধ রাখা হয়েছে। নৌ-পরিবহন কর্তৃপক্ষ জানিয়েছে, দৃশ্যমানতা স্বাভাবিক হলে আবার চলাচল শুরু হবে। যাত্রীরা ঘাটে অপেক্ষা করছেন। ঘন কুয়াশার কারণে ঢাকা-বরিশাল রুটে লঞ্চ চলাচল সাময়িকভাবে বন্ধ রাখা হয়েছে। নৌ-পরিবহন কর্তৃপক্ষ জানিয়েছে, দৃশ্যমানতা স্বাভাবিক হলে আবার চলাচল শুরু হবে। যাত্রীরা ঘাটে অপেক্ষা করছেন। ঘন কুয়াশার কারণে ঢাকা-বরিশাল রুটে লঞ্চ চলাচল সাময়িকভাবে বন্ধ রাখা হয়েছে। নৌ-পরিবহন কর্তৃপক্ষ জানিয়েছে, দৃশ্যমানতা স্বাভাবিক হলে আবার চলাচল শুরু হবে। যাত্রীরা ঘাটে অপেক্ষা করছেন। ঘন কুয়াশার কারণে ঢাকা-বরিশাল রুটে লঞ্চ চলাচল সাময়িকভাবে বন্ধ রাখা হয়েছে। নৌ-পরিবহন কর্তৃপক্ষ জানিয়েছে, দৃশ্যমানতা স্বাভাবিক হলে আবার চলাচল শুরু হবে। যাত্রীরা ঘাটে অপেক্ষা করছেন। ঘন কুয়াশার কারণে ঢাকা-বরিশাল রুটে লঞ্চ চলাচল সাময়িকভাবে বন্ধ রাখা হয়েছে। নৌ-পরিবহন কর্তৃপক্ষ জানিয়েছে, দৃশ্যমানতা স্বাভাবিক হলে আবার চলাচল শুরু হবে। যাত্রীরা ঘাটে অপেক্ষা করছেন। ঘন কুয়াশার কারণে ঢাকা-বরিশাল রুটে লঞ্চ চলাচল সাময়িকভাবে বন্ধ রাখা হয়েছে। নৌ-পরিবহন কর্তৃপক্ষ জানিয়েছে, দৃশ্যমানতা স্বাভাবিক হলে আবার চলাচল শুরু হবে। যাত্রীরা ঘাটে অপেক্ষা করছেন। ঘন কুয়াশার কারণে ঢাকা-বরিশাল রুটে লঞ্চ চলাচল সাময়িকভাবে বন্ধ রাখা হয়েছে। নৌ-পরিবহন কর্তৃপক্ষ জানিয়েছে, দৃশ্যমানতা স্বাভাবিক হলে আবার চলাচল শুরু হবে। যাত্রীরা ঘাটে অপেক্ষা করছেন।: [526, 688, 695, 860]
divider: [6, 179, 166, 180]
headline: নির্বাচনে লেভেল প্লেয়িং ফিল্ড নেই: [358, 271, 510, 302]
article-body: নির্বাচনকে সামনে রেখে দলের নেতাকর্মীরা একে একে সরে যাচ্ছেন বলে জানা গেছে। মাঠ পর্যায়ের সংগঠনে নানা সংকট দেখা দিয়েছে এবং দলীয় কার্যক্রমে প্রভাব পড়ছে। স্থানীয় নেতারা বলছেন, কেন্দ্রীয় নেতৃত্বের সিদ্ধান্তে অসন্তোষ থেকেই এমন পরিস্থিতি তৈরি হয়েছে। দলের শীর্ষ নেতারা বিষয়টি সমাধানে বৈঠক করছেন এবং তৃণমূলের সঙ্গে আলোচনা চালিয়ে যাচ্ছেন। নির্বাচনকে সামনে রেখে দলের নেতাকর্মীরা একে একে সরে যাচ্ছেন বলে জানা গেছে। মাঠ পর্যায়ের সংগঠনে নানা সংকট দেখা দিয়েছে এবং দলীয় কার্যক্রমে প্রভাব পড়ছে। স্থানীয় নেতারা বলছেন, কেন্দ্রীয় নেতৃত্বের সিদ্ধান্তে অসন্তোষ থেকেই এমন পরিস্থিতি তৈরি হয়েছে। দলের শীর্ষ নেতারা বিষয়টি সমাধানে বৈঠক করছেন এবং তৃণমূলের সঙ্গে আলোচনা চালিয়ে যাচ্ছেন। নির্বাচনকে সামনে রেখে দলের নেতাকর্মীরা একে একে সরে যাচ্ছেন বলে জানা গেছে। মাঠ পর্যায়ের সংগঠনে নানা সংকট দেখা দিয়েছে এবং দলীয় কার্যক্রমে প্রভাব পড়ছে। স্থানীয় নেতারা বলছেন, কেন্দ্রীয় নেতৃত্বের সিদ্ধান্তে অসন্তোষ থেকেই এমন পরিস্থিতি তৈরি হয়েছে। দলের শীর্ষ নেতারা বিষয়টি সমাধানে বৈঠক করছেন এবং তৃণমূলের সঙ্গে আলোচনা চালিয়ে যাচ্ছেন। নির্বাচনকে সামনে রেখে দলের নেতাকর্মীরা একে একে সরে যাচ্ছেন বলে জানা গেছে। মাঠ পর্যায়ের সংগঠনে নানা সংকট দেখা দিয়েছে এবং দলীয় কার্যক্রমে প্রভাব পড়ছে। স্থানীয় নেতারা বলছেন, কেন্দ্রীয় নেতৃত্বের সিদ্ধান্তে অসন্তোষ থেকেই এমন পরিস্থিতি তৈরি হয়েছে। দলের শীর্ষ নেতারা বিষয়টি সমাধানে বৈঠক করছেন এবং তৃণমূলের সঙ্গে আলোচনা চালিয়ে যাচ্ছেন। নির্বাচনকে সামনে রেখে দলের নেতাকর্মীরা একে একে সরে যাচ্ছেন বলে জানা গেছে। মাঠ পর্যায়ের সংগঠনে নানা সংকট দেখা দিয়েছে এবং দলীয় কার্যক্রমে প্রভাব পড়ছে। স্থানীয় নেতারা বলছেন, কেন্দ্রীয় নেতৃত্বের সিদ্ধান্তে অসন্তোষ থেকেই এমন পরিস্থিতি তৈরি হয়েছে। দলের শীর্ষ নেতারা বিষয়টি সমাধানে বৈঠক করছেন এবং তৃণমূলের সঙ্গে আলোচনা চালিয়ে যাচ্ছেন। নির্বাচনকে সামনে রেখে দলের নেতাকর্মীরা একে একে সরে যাচ্ছেন বলে জানা গেছে। মাঠ পর্যায়ের সংগঠনে নানা সংকট দেখা দিয়েছে এবং দলীয় কার্যক্রমে প্রভাব পড়ছে। স্থানীয় নেতারা বলছেন, কেন্দ্রীয় নেতৃত্বের সিদ্ধান্তে অসন্তোষ থেকেই এমন পরিস্থিতি তৈরি হয়েছে। দলের শীর্ষ নেতারা বিষয়টি সমাধানে বৈঠক করছেন এবং তৃণমূলের সঙ্গে আলোচনা চালিয়ে যাচ্ছেন। নির্বাচনকে সামনে রেখে দলের নেতাকর্মীরা একে একে সরে যাচ্ছেন বলে জানা গেছে। মাঠ পর্যায়ের সংগঠনে নানা সংকট দেখা দিয়েছে এবং দলীয় কার্যক্রমে প্রভাব পড়ছে। স্থানীয় নেতারা বলছেন, কেন্দ্রীয় নেতৃত্বের সিদ্ধান্তে অসন্তোষ থেকেই এমন পরিস্থিতি তৈরি হয়েছে। দলের শীর্ষ নেতারা বিষয়টি সমাধানে বৈঠক করছেন এবং তৃণমূলের সঙ্গে আলোচনা চালিয়ে যাচ্ছেন। নির্বাচনকে সামনে রেখে দলের নেতাকর্মীরা একে একে সরে যাচ্ছেন বলে জানা গেছে। মাঠ পর্যায়ের সংগঠনে নানা সংকট দেখা দিয়েছে এবং দলীয় কার্যক্রমে প্রভাব পড়ছে। স্থানীয় নেতারা বলছেন, কেন্দ্রীয় নেতৃত্বের সিদ্ধান্তে অসন্তোষ থেকেই এমন পরিস্থিতি তৈরি হয়েছে। দলের শীর্ষ নেতারা বিষয়টি সমাধানে বৈঠক করছেন এবং তৃণমূলের সঙ্গে আলোচনা চালিয়ে যাচ্ছেন। নির্বাচনকে সামনে রেখে দলের নেতাকর্মীরা একে একে সরে যাচ্ছেন বলে জানা গেছে। মাঠ পর্যায়ের সংগঠনে নানা সংকট দেখা দিয়েছে এবং দলীয় কার্যক্রমে প্রভাব পড়ছে। স্থানীয় নেতারা বলছেন, কেন্দ্রীয় নেতৃত্বের সিদ্ধান্তে অসন্তোষ থেকেই এমন পরিস্থিতি তৈরি হয়েছে। দলের শীর্ষ নেতারা বিষয়টি সমাধানে বৈঠক করছেন এবং তৃণমূলের সঙ্গে আলোচনা চালিয়ে যাচ্ছেন। নির্বাচনকে সামনে রেখে দলের নেতাকর্মীরা একে একে সরে যাচ্ছেন বলে জানা গেছে। মাঠ পর্যায়ের সংগঠনে নানা সংকট দেখা দিয়েছে এবং দলীয় কার্যক্রমে প্রভাব পড়ছে। স্থানীয় নেতারা বলছেন, কেন্দ্রীয় নেতৃত্বের সিদ্ধান্তে অসন্তোষ থেকেই এমন পরিস্থিতি তৈরি হয়েছে। দলের শীর্ষ নেতারা বিষয়টি সমাধানে বৈঠক করছেন এবং তৃণমূলের সঙ্গে আলোচনা চালিয়ে যাচ্ছেন। নির্বাচনকে সামনে রেখে দলের নেতাকর্মীরা একে একে সরে যাচ্ছেন বলে জানা গেছে। মাঠ পর্যায়ের সংগঠনে নানা সংকট দেখা দিয়েছে এবং দলীয় কার্যক্রমে প্রভাব পড়ছে। স্থানীয় নেতারা বলছেন, কেন্দ্রীয় নেতৃত্বের সিদ্ধান্তে অসন্তোষ থেকেই এমন পরিস্থিতি তৈরি হয়েছে। দলের শীর্ষ নেতারা বিষয়টি সমাধানে বৈঠক করছেন এবং তৃণমূলের সঙ্গে আলোচনা চালিয়ে যাচ্ছেন। নির্বাচনকে সামনে রেখে দলের নেতাকর্মীরা একে একে সরে যাচ্ছেন বলে জানা গেছে। মাঠ পর্যায়ের সংগঠনে নানা সংকট দেখা দিয়েছে এবং দলীয় কার্যক্রমে প্রভাব পড়ছে। স্থানীয় নেতারা বলছেন, কেন্দ্রীয় নেতৃত্বের সিদ্ধান্তে অসন্তোষ থেকেই এমন পরিস্থিতি তৈরি হয়েছে। দলের শীর্ষ নেতারা বিষয়টি সমাধানে বৈঠক করছেন এবং তৃণমূলের সঙ্গে আলোচনা চালিয়ে যাচ্ছেন। নির্বাচনকে সামনে রেখে দলের নেতাকর্মীরা একে একে সরে যাচ্ছেন বলে জানা গেছে। মাঠ পর্যায়ের সংগঠনে নানা সংকট দেখা দিয়েছে এবং দলীয় কার্যক্রমে প্রভাব পড়ছে। স্থানীয় নেতারা বলছেন, কেন্দ্রীয় নেতৃত্বের সিদ্ধান্তে অসন্তোষ থেকেই এমন পরিস্থিতি তৈরি হয়েছে। দলের শীর্ষ নেতারা বিষয়টি সমাধানে বৈঠক করছেন এবং তৃণমূলের সঙ্গে আলোচনা চালিয়ে যাচ্ছেন। নির্বাচনকে সামনে রেখে দলের নেতাকর্মীরা একে একে সরে যাচ্ছেন বলে জানা গেছে। মাঠ পর্যায়ের সংগঠনে নানা সংকট দেখা দিয়েছে এবং দলীয় কার্যক্রমে প্রভাব পড়ছে। স্থানীয় নেতারা বলছেন, কেন্দ্রীয় নেতৃত্বের সিদ্ধান্তে অসন্তোষ থেকেই এমন পরিস্থিতি তৈরি হয়েছে। দলের শীর্ষ নেতারা বিষয়টি সমাধানে বৈঠক করছেন এবং তৃণমূলের সঙ্গে আলোচনা চালিয়ে যাচ্ছেন। নির্বাচনকে সামনে রেখে দলের নেতাকর্মীরা একে একে সরে যাচ্ছেন বলে জানা গেছে। মাঠ পর্যায়ের সংগঠনে নানা সংকট দেখা দিয়েছে এবং দলীয় কার্যক্রমে প্রভাব পড়ছে। স্থানীয় নেতারা বলছেন, কেন্দ্রীয় নেতৃত্বের সিদ্ধান্তে অসন্তোষ থেকেই এমন পরিস্থিতি তৈরি হয়েছে। দলের শীর্ষ নেতারা বিষয়টি সমাধানে বৈঠক করছেন এবং তৃণমূলের সঙ্গে আলোচনা চালিয়ে যাচ্ছেন। নির্বাচনকে সামনে রেখে দলের নেতাকর্মীরা একে একে সরে যাচ্ছেন বলে জানা গেছে। মাঠ পর্যায়ের সংগঠনে নানা সংকট দেখা দিয়েছে এবং দলীয় কার্যক্রমে প্রভাব পড়ছে। স্থানীয় নেতারা বলছেন, কেন্দ্রীয় নেতৃত্বের সিদ্ধান্তে অসন্তোষ থেকেই এমন পরিস্থিতি তৈরি হয়েছে। দলের শীর্ষ নেতারা বিষয়টি সমাধানে বৈঠক করছেন এবং তৃণমূলের সঙ্গে আলোচনা চালিয়ে যাচ্ছেন। নির্বাচনকে সামনে রেখে দলের নেতাকর্মীরা একে একে সরে যাচ্ছেন বলে জানা গেছে। মাঠ পর্যায়ের সংগঠনে নানা সংকট দেখা দিয়েছে এবং দলীয় কার্যক্রমে প্রভাব পড়ছে। স্থানীয় নেতারা বলছেন, কেন্দ্রীয় নেতৃত্বের সিদ্ধান্তে অসন্তোষ থেকেই এমন পরিস্থিতি তৈরি হয়েছে। দলের শীর্ষ নেতারা বিষয়টি সমাধানে বৈঠক করছেন এবং তৃণমূলের সঙ্গে আলোচনা চালিয়ে যাচ্ছেন। নির্বাচনকে সামনে রেখে দলের নেতাকর্মীরা একে একে সরে যাচ্ছেন বলে জানা গেছে। মাঠ পর্যায়ের সংগঠনে নানা সংকট দেখা দিয়েছে এবং দলীয় কার্যক্রমে প্রভাব পড়ছে। স্থানীয় নেতারা বলছেন, কেন্দ্রীয় নেতৃত্বের সিদ্ধান্তে অসন্তোষ থেকেই এমন পরিস্থিতি তৈরি হয়েছে। দলের শীর্ষ নেতারা বিষয়টি সমাধানে বৈঠক করছেন এবং তৃণমূলের সঙ্গে আলোচনা চালিয়ে যাচ্ছেন। নির্বাচনকে সামনে রেখে দলের নেতাকর্মীরা একে একে সরে যাচ্ছেন বলে জানা গেছে। মাঠ পর্যায়ের সংগঠনে নানা সংকট দেখা দিয়েছে এবং দলীয় কার্যক্রমে প্রভাব পড়ছে। স্থানীয় নেতারা বলছেন, কেন্দ্রীয় নেতৃত্বের সিদ্ধান্তে অসন্তোষ থেকেই এমন পরিস্থিতি তৈরি হয়েছে। দলের শীর্ষ নেতারা বিষয়টি সমাধানে বৈঠক করছেন এবং তৃণমূলের সঙ্গে আলোচনা চালিয়ে যাচ্ছেন। নির্বাচনকে সামনে রেখে দলের নেতাকর্মীরা একে একে সরে যাচ্ছেন বলে জানা গেছে। মাঠ পর্যায়ের সংগঠনে নানা সংকট দেখা দিয়েছে এবং দলীয় কার্যক্রমে প্রভাব পড়ছে। স্থানীয় নেতারা বলছেন, কেন্দ্রীয় নেতৃত্বের সিদ্ধান্তে অসন্তোষ থেকেই এমন পরিস্থিতি তৈরি হয়েছে। দলের শীর্ষ নেতারা বিষয়টি সমাধানে বৈঠক করছেন এবং তৃণমূলের সঙ্গে আলোচনা চালিয়ে যাচ্ছেন। নির্বাচনকে সামনে রেখে দলের নেতাকর্মীরা একে একে সরে যাচ্ছেন বলে জানা গেছে। মাঠ পর্যায়ের সংগঠনে নানা সংকট দেখা দিয়েছে এবং দলীয় কার্যক্রমে প্রভাব পড়ছে। স্থানীয় নেতারা বলছেন, কেন্দ্রীয় নেতৃত্বের সিদ্ধান্তে অসন্তোষ থেকেই এমন পরিস্থিতি তৈরি হয়েছে। দলের শীর্ষ নেতারা বিষয়টি সমাধানে বৈঠক করছেন এবং তৃণমূলের সঙ্গে আলোচনা চালিয়ে যাচ্ছেন। নির্বাচনকে সামনে রেখে দলের নেতাকর্মীরা একে একে সরে যাচ্ছেন বলে জানা গেছে। মাঠ পর্যায়ের সংগঠনে নানা সংকট দেখা দিয়েছে এবং দলীয় কার্যক্রমে প্রভাব পড়ছে। স্থানীয় নেতারা বলছেন, কেন্দ্রীয় নেতৃত্বের সিদ্ধান্তে অসন্তোষ থেকেই এমন পরিস্থিতি তৈরি হয়েছে। দলের শীর্ষ নেতারা বিষয়টি সমাধানে বৈঠক করছেন এবং তৃণমূলের সঙ্গে আলোচনা চালিয়ে যাচ্ছেন। নির্বাচনকে সামনে রেখে দলের নেতাকর্মীরা একে একে সরে যাচ্ছেন বলে জানা গেছে। মাঠ পর্যায়ের সংগঠনে নানা সংকট দেখা দিয়েছে এবং দলীয় কার্যক্রমে প্রভাব পড়ছে। স্থানীয় নেতারা বলছেন, কেন্দ্রীয় নেতৃত্বের সিদ্ধান্তে অসন্তোষ থেকেই এমন পরিস্থিতি তৈরি হয়েছে। দলের শীর্ষ নেতারা বিষয়টি সমাধানে বৈঠক করছেন এবং তৃণমূলের সঙ্গে আলোচনা চালিয়ে যাচ্ছেন। নির্বাচনকে সামনে রেখে দলের নেতাকর্মীরা একে একে সরে যাচ্ছেন বলে জানা গেছে। মাঠ পর্যায়ের সংগঠনে নানা সংকট দেখা দিয়েছে এবং দলীয় কার্যক্রমে প্রভাব পড়ছে। স্থানীয় নেতারা বলছেন, কেন্দ্রীয় নেতৃত্বের সিদ্ধান্তে অসন্তোষ থেকেই এমন পরিস্থিতি তৈরি হয়েছে। দলের শীর্ষ নেতারা বিষয়টি সমাধানে বৈঠক করছেন এবং তৃণমূলের সঙ্গে আলোচনা চালিয়ে যাচ্ছেন। নির্বাচনকে সামনে রেখে দলের নেতাকর্মীরা একে একে সরে যাচ্ছেন বলে জানা গেছে। মাঠ পর্যায়ের সংগঠনে নানা সংকট দেখা দিয়েছে এবং দলীয় কার্যক্রমে প্রভাব পড়ছে। স্থানীয় নেতারা বলছেন, কেন্দ্রীয় নেতৃত্বের সিদ্ধান্তে অসন্তোষ থেকেই এমন পরিস্থিতি তৈরি হয়েছে। দলের শীর্ষ নেতারা বিষয়টি সমাধানে বৈঠক করছেন এবং তৃণমূলের সঙ্গে আলোচনা চালিয়ে যাচ্ছেন। নির্বাচনকে সামনে রেখে দলের নেতাকর্মীরা একে একে সরে যাচ্ছেন বলে জানা গেছে। মাঠ পর্যায়ের সংগঠনে নানা সংকট দেখা দিয়েছে এবং দলীয় কার্যক্রমে প্রভাব পড়ছে। স্থানীয় নেতারা বলছেন, কেন্দ্রীয় নেতৃত্বের সিদ্ধান্তে অসন্তোষ থেকেই এমন পরিস্থিতি তৈরি হয়েছে। দলের শীর্ষ নেতারা বিষয়টি সমাধানে বৈঠক করছেন এবং তৃণমূলের সঙ্গে আলোচনা চালিয়ে যাচ্ছেন। নির্বাচনকে সামনে রেখে দলের নেতাকর্মীরা একে একে সরে যাচ্ছেন বলে জানা গেছে। মাঠ পর্যায়ের সংগঠনে নানা সংকট দেখা দিয়েছে এবং দলীয় কার্যক্রমে প্রভাব পড়ছে। স্থানীয় নেতারা বলছেন, কেন্দ্রীয় নেতৃত্বের সিদ্ধান্তে অসন্তোষ থেকেই এমন পরিস্থিতি তৈরি হয়েছে। দলের শীর্ষ নেতারা বিষয়টি সমাধানে বৈঠক করছেন এবং তৃণমূলের সঙ্গে আলোচনা চালিয়ে যাচ্ছেন। নির্বাচনকে সামনে রেখে দলের নেতাকর্মীরা একে একে সরে যাচ্ছেন বলে জানা গেছে। মাঠ পর্যায়ের সংগঠনে নানা সংকট দেখা দিয়েছে এবং দলীয় কার্যক্রমে প্রভাব পড়ছে। স্থানীয় নেতারা বলছেন, কেন্দ্রীয় নেতৃত্বের সিদ্ধান্তে অসন্তোষ থেকেই এমন পরিস্থিতি তৈরি হয়েছে। দলের শীর্ষ নেতারা বিষয়টি সমাধানে বৈঠক করছেন এবং তৃণমূলের সঙ্গে আলোচনা চালিয়ে যাচ্ছেন। নির্বাচনকে সামনে রেখে দলের নেতাকর্মীরা একে একে সরে যাচ্ছেন বলে জানা গেছে। মাঠ পর্যায়ের সংগঠনে নানা সংকট দেখা দিয়েছে এবং দলীয় কার্যক্রমে প্রভাব পড়ছে। স্থানীয় নেতারা বলছেন, কেন্দ্রীয় নেতৃত্বের সিদ্ধান্তে অসন্তোষ থেকেই এমন পরিস্থিতি তৈরি হয়েছে। দলের শীর্ষ নেতারা বিষয়টি সমাধানে বৈঠক করছেন এবং তৃণমূলের সঙ্গে আলোচনা চালিয়ে যাচ্ছেন। নির্বাচনকে সামনে রেখে দলের নেতাকর্মীরা একে একে সরে যাচ্ছেন বলে জানা গেছে। মাঠ পর্যায়ের সংগঠনে নানা সংকট দেখা দিয়েছে এবং দলীয় কার্যক্রমে প্রভাব পড়ছে। স্থানীয় নেতারা বলছেন, কেন্দ্রীয় নেতৃত্বের সিদ্ধান্তে অসন্তোষ থেকেই এমন পরিস্থিতি তৈরি হয়েছে। দলের শীর্ষ নেতারা বিষয়টি সমাধানে বৈঠক করছেন এবং তৃণমূলের সঙ্গে আলোচনা চালিয়ে যাচ্ছেন। নির্বাচনকে সামনে রেখে দলের নেতাকর্মীরা একে একে সরে যাচ্ছেন বলে জানা গেছে। মাঠ পর্যায়ের সংগঠনে নানা সংকট দেখা দিয়েছে এবং দলীয় কার্যক্রমে প্রভাব পড়ছে। স্থানীয় নেতারা বলছেন, কেন্দ্রীয় নেতৃত্বের সিদ্ধান্তে অসন্তোষ থেকেই এমন পরিস্থিতি তৈরি হয়েছে। দলের শীর্ষ নেতারা বিষয়টি সমাধানে বৈঠক করছেন এবং তৃণমূলের সঙ্গে আলোচনা চালিয়ে যাচ্ছেন। নির্বাচনকে সামনে রেখে দলের নেতাকর্মীরা একে একে সরে যাচ্ছেন বলে জানা গেছে। মাঠ পর্যায়ের সংগঠনে নানা সংকট দেখা দিয়েছে এবং দলীয় কার্যক্রমে প্রভাব পড়ছে। স্থানীয় নেতারা বলছেন, কেন্দ্রীয় নেতৃত্বের সিদ্ধান্তে অসন্তোষ থেকেই এমন পরিস্থিতি তৈরি হয়েছে। দলের শীর্ষ নেতারা বিষয়টি সমাধানে বৈঠক করছেন এবং তৃণমূলের সঙ্গে আলোচনা চালিয়ে যাচ্ছেন। নির্বাচনকে সামনে রেখে দলের নেতাকর্মীরা একে একে সরে যাচ্ছেন বলে জানা গেছে। মাঠ পর্যায়ের সংগঠনে নানা সংকট দেখা দিয়েছে এবং দলীয় কার্যক্রমে প্রভাব পড়ছে। স্থানীয় নেতারা বলছেন, কেন্দ্রীয় নেতৃত্বের সিদ্ধান্তে অসন্তোষ থেকেই এমন পরিস্থিতি তৈরি হয়েছে। দলের শীর্ষ নেতারা বিষয়টি সমাধানে বৈঠক করছেন এবং তৃণমূলের সঙ্গে আলোচনা চালিয়ে যাচ্ছেন। নির্বাচনকে সামনে রেখে দলের নেতাকর্মীরা একে একে সরে যাচ্ছেন বলে জানা গেছে। মাঠ পর্যায়ের সংগঠনে নানা সংকট দেখা দিয়েছে এবং দলীয় কার্যক্রমে প্রভাব পড়ছে। স্থানীয় নেতারা বলছেন, কেন্দ্রীয় নেতৃত্বের সিদ্ধান্তে অসন্তোষ থেকেই এমন পরিস্থিতি তৈরি হয়েছে। দলের শীর্ষ নেতারা বিষয়টি সমাধানে বৈঠক করছেন এবং তৃণমূলের সঙ্গে আলোচনা চালিয়ে যাচ্ছেন। নির্বাচনকে সামনে রেখে দলের নেতাকর্মীরা একে একে সরে যাচ্ছেন বলে জানা গেছে। মাঠ পর্যায়ের সংগঠনে নানা সংকট দেখা দিয়েছে এবং দলীয় কার্যক্রমে প্রভাব পড়ছে। স্থানীয় নেতারা বলছেন, কেন্দ্রীয় নেতৃত্বের সিদ্ধান্তে অসন্তোষ থেকেই এমন পরিস্থিতি তৈরি হয়েছে। দলের শীর্ষ নেতারা বিষয়টি সমাধানে বৈঠক করছেন এবং তৃণমূলের সঙ্গে আলোচনা চালিয়ে যাচ্ছেন। নির্বাচনকে সামনে রেখে দলের নেতাকর্মীরা একে একে সরে যাচ্ছেন বলে জানা গেছে। মাঠ পর্যায়ের সংগঠনে নানা সংকট দেখা দিয়েছে এবং দলীয় কার্যক্রমে প্রভাব পড়ছে। স্থানীয় নেতারা বলছেন, কেন্দ্রীয় নেতৃত্বের সিদ্ধান্তে অসন্তোষ থেকেই এমন পরিস্থিতি তৈরি হয়েছে। দলের শীর্ষ নেতারা বিষয়টি সমাধানে বৈঠক করছেন এবং তৃণমূলের সঙ্গে আলোচনা চালিয়ে যাচ্ছেন। নির্বাচনকে সামনে রেখে দলের নেতাকর্মীরা একে একে সরে যাচ্ছেন বলে জানা গেছে। মাঠ পর্যায়ের সংগঠনে নানা সংকট দেখা দিয়েছে এবং দলীয় কার্যক্রমে প্রভাব পড়ছে। স্থানীয় নেতারা বলছেন, কেন্দ্রীয় নেতৃত্বের সিদ্ধান্তে অসন্তোষ থেকেই এমন পরিস্থিতি তৈরি হয়েছে। দলের শীর্ষ নেতারা বিষয়টি সমাধানে বৈঠক করছেন এবং তৃণমূলের সঙ্গে আলোচনা চালিয়ে যাচ্ছেন। নির্বাচনকে সামনে রেখে দলের নেতাকর্মীরা একে একে সরে যাচ্ছেন বলে জানা গেছে। মাঠ পর্যায়ের সংগঠনে নানা সংকট দেখা দিয়েছে এবং দলীয় কার্যক্রমে প্রভাব পড়ছে। স্থানীয় নেতারা বলছেন, কেন্দ্রীয় নেতৃত্বের সিদ্ধান্তে অসন্তোষ থেকেই এমন পরিস্থিতি তৈরি হয়েছে। দলের শীর্ষ নেতারা বিষয়টি সমাধানে বৈঠক করছেন এবং তৃণমূলের সঙ্গে আলোচনা চালিয়ে যাচ্ছেন। নির্বাচনকে সামনে রেখে দলের নেতাকর্মীরা একে একে সরে যাচ্ছেন বলে জানা গেছে। মাঠ পর্যায়ের সংগঠনে নানা সংকট দেখা দিয়েছে এবং দলীয় কার্যক্রমে প্রভাব পড়ছে। স্থানীয় নেতারা বলছেন, কেন্দ্রীয় নেতৃত্বের সিদ্ধান্তে অসন্তোষ থেকেই এমন পরিস্থিতি তৈরি হয়েছে। দলের শীর্ষ নেতারা বিষয়টি সমাধানে বৈঠক করছেন এবং তৃণমূলের সঙ্গে আলোচনা চালিয়ে যাচ্ছেন। নির্বাচনকে সামনে রেখে দলের নেতাকর্মীরা একে একে সরে যাচ্ছেন বলে জানা গেছে। মাঠ পর্যায়ের সংগঠনে নানা সংকট দেখা দিয়েছে এবং দলীয় কার্যক্রমে প্রভাব পড়ছে। স্থানীয় নেতারা বলছেন, কেন্দ্রীয় নেতৃত্বের সিদ্ধান্তে অসন্তোষ থেকেই এমন পরিস্থিতি তৈরি হয়েছে। দলের শীর্ষ নেতারা বিষয়টি সমাধানে বৈঠক করছেন এবং তৃণমূলের সঙ্গে আলোচনা চালিয়ে যাচ্ছেন। নির্বাচনকে সামনে রেখে দলের নেতাকর্মীরা একে একে সরে যাচ্ছেন বলে জানা গেছে। মাঠ পর্যায়ের সংগঠনে নানা সংকট দেখা দিয়েছে এবং দলীয় কার্যক্রমে প্রভাব পড়ছে। স্থানীয় নেতারা বলছেন, কেন্দ্রীয় নেতৃত্বের সিদ্ধান্তে অসন্তোষ থেকেই এমন পরিস্থিতি তৈরি হয়েছে। দলের শীর্ষ নেতারা বিষয়টি সমাধানে বৈঠক করছেন এবং তৃণমূলের সঙ্গে আলোচনা চালিয়ে যাচ্ছেন। নির্বাচনকে সামনে রেখে দলের নেতাকর্মীরা একে একে সরে যাচ্ছেন বলে জানা গেছে। মাঠ পর্যায়ের সংগঠনে নানা সংকট দেখা দিয়েছে এবং দলীয় কার্যক্রমে প্রভাব পড়ছে। স্থানীয় নেতারা বলছেন, কেন্দ্রীয় নেতৃত্বের সিদ্ধান্তে অসন্তোষ থেকেই এমন পরিস্থিতি তৈরি হয়েছে। দলের শীর্ষ নেতারা বিষয়টি সমাধানে বৈঠক করছেন এবং তৃণমূলের সঙ্গে আলোচনা চালিয়ে যাচ্ছেন। নির্বাচনকে সামনে রেখে দলের নেতাকর্মীরা একে একে সরে যাচ্ছেন বলে জানা গেছে। মাঠ পর্যায়ের সংগঠনে নানা সংকট দেখা দিয়েছে এবং দলীয় কার্যক্রমে প্রভাব পড়ছে। স্থানীয় নেতারা বলছেন, কেন্দ্রীয় নেতৃত্বের সিদ্ধান্তে অসন্তোষ থেকেই এমন পরিস্থিতি তৈরি হয়েছে। দলের শীর্ষ নেতারা বিষয়টি সমাধানে বৈঠক করছেন এবং তৃণমূলের সঙ্গে আলোচনা চালিয়ে যাচ্ছেন। নির্বাচনকে সামনে রেখে দলের নেতাকর্মীরা একে একে সরে যাচ্ছেন বলে জানা গেছে। মাঠ পর্যায়ের সংগঠনে নানা সংকট দেখা দিয়েছে এবং দলীয় কার্যক্রমে প্রভাব পড়ছে। স্থানীয় নেতারা বলছেন, কেন্দ্রীয় নেতৃত্বের সিদ্ধান্তে অসন্তোষ থেকেই এমন পরিস্থিতি তৈরি হয়েছে। দলের শীর্ষ নেতারা বিষয়টি সমাধানে বৈঠক করছেন এবং তৃণমূলের সঙ্গে আলোচনা চালিয়ে যাচ্ছেন। নির্বাচনকে সামনে রেখে দলের নেতাকর্মীরা একে একে সরে যাচ্ছেন বলে জানা গেছে। মাঠ পর্যায়ের সংগঠনে নানা সংকট দেখা দিয়েছে এবং দলীয় কার্যক্রমে প্রভাব পড়ছে। স্থানীয় নেতারা বলছেন, কেন্দ্রীয় নেতৃত্বের সিদ্ধান্তে অসন্তোষ থেকেই এমন পরিস্থিতি তৈরি হয়েছে। দলের শীর্ষ নেতারা বিষয়টি সমাধানে বৈঠক করছেন এবং তৃণমূলের সঙ্গে আলোচনা চালিয়ে যাচ্ছেন। নির্বাচনকে সামনে রেখে দলের নেতাকর্মীরা একে একে সরে যাচ্ছেন বলে জানা গেছে। মাঠ পর্যায়ের সংগঠনে নানা সংকট দেখা দিয়েছে এবং দলীয় কার্যক্রমে প্রভাব পড়ছে। স্থানীয় নেতারা বলছেন, কেন্দ্রীয় নেতৃত্বের সিদ্ধান্তে অসন্তোষ থেকেই এমন পরিস্থিতি তৈরি হয়েছে। দলের শীর্ষ নেতারা বিষয়টি সমাধানে বৈঠক করছেন এবং তৃণমূলের সঙ্গে আলোচনা চালিয়ে যাচ্ছেন। নির্বাচনকে সামনে রেখে দলের নেতাকর্মীরা একে একে সরে যাচ্ছেন বলে জানা গেছে। মাঠ পর্যায়ের সংগঠনে নানা সংকট দেখা দিয়েছে এবং দলীয় কার্যক্রমে প্রভাব পড়ছে। স্থানীয় নেতারা বলছেন, কেন্দ্রীয় নেতৃত্বের সিদ্ধান্তে অসন্তোষ থেকেই এমন পরিস্থিতি তৈরি হয়েছে। দলের শীর্ষ নেতারা বিষয়টি সমাধানে বৈঠক করছেন এবং তৃণমূলের সঙ্গে আলোচনা চালিয়ে যাচ্ছেন। নির্বাচনকে সামনে রেখে দলের নেতাকর্মীরা একে একে সরে যাচ্ছেন বলে জানা গেছে। মাঠ পর্যায়ের সংগঠনে নানা সংকট দেখা দিয়েছে এবং দলীয় কার্যক্রমে প্রভাব পড়ছে। স্থানীয় নেতারা বলছেন, কেন্দ্রীয় নেতৃত্বের সিদ্ধান্তে অসন্তোষ থেকেই এমন পরিস্থিতি তৈরি হয়েছে। দলের শীর্ষ নেতারা বিষয়টি সমাধানে বৈঠক করছেন এবং তৃণমূলের সঙ্গে আলোচনা চালিয়ে যাচ্ছেন। নির্বাচনকে সামনে রেখে দলের নেতাকর্মীরা একে একে সরে যাচ্ছেন বলে জানা গেছে। মাঠ পর্যায়ের সংগঠনে নানা সংকট দেখা দিয়েছে এবং দলীয় কার্যক্রমে প্রভাব পড়ছে। স্থানীয় নেতারা বলছেন, কেন্দ্রীয় নেতৃত্বের সিদ্ধান্তে অসন্তোষ থেকেই এমন পরিস্থিতি তৈরি হয়েছে। দলের শীর্ষ নেতারা বিষয়টি সমাধানে বৈঠক করছেন এবং তৃণমূলের সঙ্গে আলোচনা চালিয়ে যাচ্ছেন। নির্বাচনকে সামনে রেখে দলের নেতাকর্মীরা একে একে সরে যাচ্ছেন বলে জানা গেছে। মাঠ পর্যায়ের সংগঠনে নানা সংকট দেখা দিয়েছে এবং দলীয় কার্যক্রমে প্রভাব পড়ছে। স্থানীয় নেতারা বলছেন, কেন্দ্রীয় নেতৃত্বের সিদ্ধান্তে অসন্তোষ থেকেই এমন পরিস্থিতি তৈরি হয়েছে। দলের শীর্ষ নেতারা বিষয়টি সমাধানে বৈঠক করছেন এবং তৃণমূলের সঙ্গে আলোচনা চালিয়ে যাচ্ছেন। নির্বাচনকে সামনে রেখে দলের নেতাকর্মীরা একে একে সরে যাচ্ছেন বলে জানা গেছে। মাঠ পর্যায়ের সংগঠনে নানা সংকট দেখা দিয়েছে এবং দলীয় কার্যক্রমে প্রভাব পড়ছে। স্থানীয় নেতারা বলছেন, কেন্দ্রীয় নেতৃত্বের সিদ্ধান্তে অসন্তোষ থেকেই এমন পরিস্থিতি তৈরি হয়েছে। দলের শীর্ষ নেতারা বিষয়টি সমাধানে বৈঠক করছেন এবং তৃণমূলের সঙ্গে আলোচনা চালিয়ে যাচ্ছেন। নির্বাচনকে সামনে রেখে দলের নেতাকর্মীরা একে একে সরে যাচ্ছেন বলে জানা গেছে। মাঠ পর্যায়ের সংগঠনে নানা সংকট দেখা দিয়েছে এবং দলীয় কার্যক্রমে প্রভাব পড়ছে। স্থানীয় নেতারা বলছেন, কেন্দ্রীয় নেতৃত্বের সিদ্ধান্তে অসন্তোষ থেকেই এমন পরিস্থিতি তৈরি হয়েছে। দলের শীর্ষ নেতারা বিষয়টি সমাধানে বৈঠক করছেন এবং তৃণমূলের সঙ্গে আলোচনা চালিয়ে যাচ্ছেন। নির্বাচনকে সামনে রেখে দলের নেতাকর্মীরা একে একে সরে যাচ্ছেন বলে জানা গেছে। মাঠ পর্যায়ের সংগঠনে নানা সংকট দেখা দিয়েছে এবং দলীয় কার্যক্রমে প্রভাব পড়ছে। স্থানীয় নেতারা বলছেন, কেন্দ্রীয় নেতৃত্বের সিদ্ধান্তে অসন্তোষ থেকেই এমন পরিস্থিতি তৈরি হয়েছে। দলের শীর্ষ নেতারা বিষয়টি সমাধানে বৈঠক করছেন এবং তৃণমূলের সঙ্গে আলোচনা চালিয়ে যাচ্ছেন। নির্বাচনকে সামনে রেখে দলের নেতাকর্মীরা একে একে সরে যাচ্ছেন বলে জানা গেছে। মাঠ পর্যায়ের সংগঠনে নানা সংকট দেখা দিয়েছে এবং দলীয় কার্যক্রমে প্রভাব পড়ছে। স্থানীয় নেতারা বলছেন, কেন্দ্রীয় নেতৃত্বের সিদ্ধান্তে অসন্তোষ থেকেই এমন পরিস্থিতি তৈরি হয়েছে। দলের শীর্ষ নেতারা বিষয়টি সমাধানে বৈঠক করছেন এবং তৃণমূলের সঙ্গে আলোচনা চালিয়ে যাচ্ছেন। নির্বাচনকে সামনে রেখে দলের নেতাকর্মীরা একে একে সরে যাচ্ছেন বলে জানা গেছে। মাঠ পর্যায়ের সংগঠনে নানা সংকট দেখা দিয়েছে এবং দলীয় কার্যক্রমে প্রভাব পড়ছে। স্থানীয় নেতারা বলছেন, কেন্দ্রীয় নেতৃত্বের সিদ্ধান্তে অসন্তোষ থেকেই এমন পরিস্থিতি তৈরি হয়েছে। দলের শীর্ষ নেতারা বিষয়টি সমাধানে বৈঠক করছেন এবং তৃণমূলের সঙ্গে আলোচনা চালিয়ে যাচ্ছেন। নির্বাচনকে সামনে রেখে দলের নেতাকর্মীরা একে একে সরে যাচ্ছেন বলে জানা গেছে। মাঠ পর্যায়ের সংগঠনে নানা সংকট দেখা দিয়েছে এবং দলীয় কার্যক্রমে প্রভাব পড়ছে। স্থানীয় নেতারা বলছেন, কেন্দ্রীয় নেতৃত্বের সিদ্ধান্তে অসন্তোষ থেকেই এমন পরিস্থিতি তৈরি হয়েছে। দলের শীর্ষ নেতারা বিষয়টি সমাধানে বৈঠক করছেন এবং তৃণমূলের সঙ্গে আলোচনা চালিয়ে যাচ্ছেন। নির্বাচনকে সামনে রেখে দলের নেতাকর্মীরা একে একে সরে যাচ্ছেন বলে জানা গেছে। মাঠ পর্যায়ের সংগঠনে নানা সংকট দেখা দিয়েছে এবং দলীয় কার্যক্রমে প্রভাব পড়ছে। স্থানীয় নেতারা বলছেন, কেন্দ্রীয় নেতৃত্বের সিদ্ধান্তে অসন্তোষ থেকেই এমন পরিস্থিতি তৈরি হয়েছে। দলের শীর্ষ নেতারা বিষয়টি সমাধানে বৈঠক করছেন এবং তৃণমূলের সঙ্গে আলোচনা চালিয়ে যাচ্ছেন। নির্বাচনকে সামনে রেখে দলের নেতাকর্মীরা একে একে সরে যাচ্ছেন বলে জানা গেছে। মাঠ পর্যায়ের সংগঠনে নানা সংকট দেখা দিয়েছে এবং দলীয় কার্যক্রমে প্রভাব পড়ছে। স্থানীয় নেতারা বলছেন, কেন্দ্রীয় নেতৃত্বের সিদ্ধান্তে অসন্তোষ থেকেই এমন পরিস্থিতি তৈরি হয়েছে। দলের শীর্ষ নেতারা বিষয়টি সমাধানে বৈঠক করছেন এবং তৃণমূলের সঙ্গে আলোচনা চালিয়ে যাচ্ছেন। নির্বাচনকে সামনে রেখে দলের নেতাকর্মীরা একে একে সরে যাচ্ছেন বলে জানা গেছে। মাঠ পর্যায়ের সংগঠনে নানা সংকট দেখা দিয়েছে এবং দলীয় কার্যক্রমে প্রভাব পড়ছে। স্থানীয় নেতারা বলছেন, কেন্দ্রীয় নেতৃত্বের সিদ্ধান্তে অসন্তোষ থেকেই এমন পরিস্থিতি তৈরি হয়েছে। দলের শীর্ষ নেতারা বিষয়টি সমাধানে বৈঠক করছেন এবং তৃণমূলের সঙ্গে আলোচনা চালিয়ে যাচ্ছেন। নির্বাচনকে সামনে রেখে দলের নেতাকর্মীরা একে একে সরে যাচ্ছেন বলে জানা গেছে। মাঠ পর্যায়ের সংগঠনে নানা সংকট দেখা দিয়েছে এবং দলীয় কার্যক্রমে প্রভাব পড়ছে। স্থানীয় নেতারা বলছেন, কেন্দ্রীয় নেতৃত্বের সিদ্ধান্তে অসন্তোষ থেকেই এমন পরিস্থিতি তৈরি হয়েছে। দলের শীর্ষ নেতারা বিষয়টি সমাধানে বৈঠক করছেন এবং তৃণমূলের সঙ্গে আলোচনা চালিয়ে যাচ্ছেন।: [6, 200, 166, 2178]
article-body: সাধারণ মানুষের প্রত্যাশা হলো একটি সুষ্ঠু ও নিরপেক্ষ নির্বাচন। ভোটাররা চান নিরাপদ পরিবেশে ভোট দিতে এবং নিজেদের পছন্দের প্রার্থীকে নির্বাচিত করতে। নাগরিক সমাজের প্রতিনিধিরা বলছেন, সব দলের অংশগ্রহণে নির্বাচন হলে জনগণের আস্থা ফিরবে। সাধারণ মানুষের প্রত্যাশা হলো একটি সুষ্ঠু ও নিরপেক্ষ নির্বাচন। ভোটাররা চান নিরাপদ পরিবেশে ভোট দিতে এবং নিজেদের পছন্দের প্রার্থীকে নির্বাচিত করতে। নাগরিক সমাজের প্রতিনিধিরা বলছেন, সব দলের অংশগ্রহণে নির্বাচন হলে জনগণের আস্থা ফিরবে।: [348, 30, 520, 76]
divider: [526, 992, 694, 993]
headline: ঢাকা-১৫ আসনে মনোনয়নপত্র জমা: [178, 418, 336, 449]
article: [6, 183, 166, 2178]
article-body: তাহেরপুরে অবৈধভাবে বালু ও মাটি উত্তোলনের দায়ে ভ্রাম্যমাণ আদালত জরিমানা করেছে। উপজেলা প্রশাসন জানিয়েছে, পরিবেশ রক্ষায় এ অভিযান অব্যাহত থাকবে। তাহেরপুরে অবৈধভাবে বালু ও মাটি উত্তোলনের দায়ে ভ্রাম্যমাণ আদালত জরিমানা করেছে। উপজেলা প্রশাসন জানিয়েছে, পরিবেশ রক্ষায় এ অভিযান অব্যাহত থাকবে। তাহেরপুরে অবৈধভাবে বালু ও মাটি উত্তোলনের দায়ে ভ্রাম্যমাণ আদালত জরিমানা করেছে। উপজেলা প্রশাসন জানিয়েছে, পরিবেশ রক্ষায় এ অভিযান অব্যাহত থাকবে। তাহেরপুরে অবৈধভাবে বালু ও মাটি উত্তোলনের দায়ে ভ্রাম্যমাণ আদালত জরিমানা করেছে। উপজেলা প্রশাসন জানিয়েছে, পরিবেশ রক্ষায় এ অভিযান অব্যাহত থাকবে। তাহেরপুরে অবৈধভাবে বালু ও মাটি উত্তোলনের দায়ে ভ্রাম্যমাণ আদালত জরিমানা করেছে। উপজেলা প্রশাসন জানিয়েছে, পরিবেশ রক্ষায় এ অভিযান অব্যাহত থাকবে।: [526, 914, 694, 987]
headline: মাধ্যমিকে ৩ কোটি ৮৯ লাখ: [186, 775, 328, 791]
article: [348, 272, 520, 410]
article: [526, 58, 694, 206]
newspaper-title: দৈনিক জনতার সংবাদ ৭: [501, 6, 694, 28]
headline: ৫ জানুয়ারির মধ্যে হলফনামা প্রকাশ: [360, 417, 508, 448]
headline: শহীদ হাদি হত্যার বিচার দাবিতে: [187, 142, 327, 178]
divider: [172, 771, 342, 772]
article: [526, 214, 694, 304]
article-body: শহীদ হাদি হত্যার বিচার দাবিতে বিক্ষোভ সমাবেশ অনুষ্ঠিত হয়েছে। সমাবেশে বক্তারা দ্রুত বিচার নিশ্চিত করার দাবি জানান এবং হত্যাকাণ্ডে জড়িতদের আইনের আওতায় আনার আহ্বান জানান। শিক্ষার্থী ও সাধারণ মানুষ এতে অংশ নেন। বক্তারা বলেন, বিচার না হওয়া পর্যন্ত তাদের আন্দোলন চলবে। শহীদ হাদি হত্যার বিচার দাবিতে বিক্ষোভ সমাবেশ অনুষ্ঠিত হয়েছে। সমাবেশে বক্তারা দ্রুত বিচার নিশ্চিত করার দাবি জানান এবং হত্যাকাণ্ডে জড়িতদের আইনের আওতায় আনার আহ্বান জানান। শিক্ষার্থী ও সাধারণ মানুষ এতে অংশ নেন। বক্তারা বলেন, বিচার না হওয়া পর্যন্ত তাদের আন্দোলন চলবে। শহীদ হাদি হত্যার বিচার দাবিতে বিক্ষোভ সমাবেশ অনুষ্ঠিত হয়েছে। সমাবেশে বক্তারা দ্রুত বিচার নিশ্চিত করার দাবি জানান এবং হত্যাকাণ্ডে জড়িতদের আইনের আওতায় আনার আহ্বান জানান। শিক্ষার্থী ও সাধারণ মানুষ এতে অংশ নেন। বক্তারা বলেন, বিচার না হওয়া পর্যন্ত তাদের আন্দোলন চলবে। শহীদ হাদি হত্যার বিচার দাবিতে বিক্ষোভ সমাবেশ অনুষ্ঠিত হয়েছে। সমাবেশে বক্তারা দ্রুত বিচার নিশ্চিত করার দাবি জানান এবং হত্যাকাণ্ডে জড়িতদের আইনের আওতায় আনার আহ্বান জানান। শিক্ষার্থী ও সাধারণ মানুষ এতে অংশ নেন। বক্তারা বলেন, বিচার না হওয়া পর্যন্ত তাদের আন্দোলন চলবে। শহীদ হাদি হত্যার বিচার দাবিতে বিক্ষোভ সমাবেশ অনুষ্ঠিত হয়েছে। সমাবেশে বক্তারা দ্রুত বিচার নিশ্চিত করার দাবি জানান এবং হত্যাকাণ্ডে জড়িতদের আইনের আওতায় আনার আহ্বান জানান। শিক্ষার্থী ও সাধারণ মানুষ এতে অংশ নেন। বক্তারা বলেন, বিচার না হওয়া পর্যন্ত তাদের আন্দোলন চলবে। শহীদ হাদি হত্যার বিচার দাবিতে বিক্ষোভ সমাবেশ অনুষ্ঠিত হয়েছে। সমাবেশে বক্তারা দ্রুত বিচার নিশ্চিত করার দাবি জানান এবং হত্যাকাণ্ডে জড়িতদের আইনের আওতায় আনার আহ্বান জানান। শিক্ষার্থী ও সাধারণ মানুষ এতে অংশ নেন। বক্তারা বলেন, বিচার না হওয়া পর্যন্ত তাদের আন্দোলন চলবে। শহীদ হাদি হত্যার বিচার দাবিতে বিক্ষোভ সমাবেশ অনুষ্ঠিত হয়েছে। সমাবেশে বক্তারা দ্রুত বিচার নিশ্চিত করার দাবি জানান এবং হত্যাকাণ্ডে জড়িতদের আইনের আওতায় আনার আহ্বান জানান। শিক্ষার্থী ও সাধারণ মানুষ এতে অংশ নেন। বক্তারা বলেন, বিচার না হওয়া পর্যন্ত তাদের আন্দোলন চলবে। শহীদ হাদি হত্যার বিচার দাবিতে বিক্ষোভ সমাবেশ অনুষ্ঠিত হয়েছে। সমাবেশে বক্তারা দ্রুত বিচার নিশ্চিত করার দাবি জানান এবং হত্যাকাণ্ডে জড়িতদের আইনের আওতায় আনার আহ্বান জানান। শিক্ষার্থী ও সাধারণ মানুষ এতে অংশ নেন। বক্তারা বলেন, বিচার না হওয়া পর্যন্ত তাদের আন্দোলন চলবে। শহীদ হাদি হত্যার বিচার দাবিতে বিক্ষোভ সমাবেশ অনুষ্ঠিত হয়েছে। সমাবেশে বক্তারা দ্রুত বিচার নিশ্চিত করার দাবি জানান এবং হত্যাকাণ্ডে জড়িতদের আইনের আওতায় আনার আহ্বান জানান। শিক্ষার্থী ও সাধারণ মানুষ এতে অংশ নেন। বক্তারা বলেন, বিচার না হওয়া পর্যন্ত তাদের আন্দোলন চলবে।: [172, 179, 342, 410]
article: [526, 30, 694, 50]
article-body: ঢাকা-১৫ আসনে প্রার্থীরা রিটার্নিং কর্মকর্তার কার্যালয়ে মনোনয়নপত্র জমা দিয়েছেন। মনোনয়নপত্র জমাদানকালে প্রার্থীদের সঙ্গে নেতাকর্মীরা উপস্থিত ছিলেন। প্রার্থীরা সুষ্ঠু নির্বাচনের প্রত্যাশা ব্যক্ত করেন এবং ভোটারদের সমর্থন কামনা করেন। ঢাকা-১৫ আসনে প্রার্থীরা রিটার্নিং কর্মকর্তার কার্যালয়ে মনোনয়নপত্র জমা দিয়েছেন। মনোনয়নপত্র জমাদানকালে প্রার্থীদের সঙ্গে নেতাকর্মীরা উপস্থিত ছিলেন। প্রার্থীরা সুষ্ঠু নির্বাচনের প্রত্যাশা ব্যক্ত করেন এবং ভোটারদের সমর্থন কামনা করেন। ঢাকা-১৫ আসনে প্রার্থীরা রিটার্নিং কর্মকর্তার কার্যালয়ে মনোনয়নপত্র জমা দিয়েছেন। মনোনয়নপত্র জমাদানকালে প্রার্থীদের সঙ্গে নেতাকর্মীরা উপস্থিত ছিলেন। প্রার্থীরা সুষ্ঠু নির্বাচনের প্রত্যাশা ব্যক্ত করেন এবং ভোটারদের সমর্থন কামনা করেন। ঢাকা-১৫ আসনে প্রার্থীরা রিটার্নিং কর্মকর্তার কার্যালয়ে মনোনয়নপত্র জমা দিয়েছেন। মনোনয়নপত্র জমাদানকালে প্রার্থীদের সঙ্গে নেতাকর্মীরা উপস্থিত ছিলেন। প্রার্থীরা সুষ্ঠু নির্বাচনের প্রত্যাশা ব্যক্ত করেন এবং ভোটারদের সমর্থন কামনা করেন। ঢাকা-১৫ আসনে প্রার্থীরা রিটার্নিং কর্মকর্তার কার্যালয়ে মনোনয়নপত্র জমা দিয়েছেন। মনোনয়নপত্র জমাদানকালে প্রার্থীদের সঙ্গে নেতাকর্মীরা উপস্থিত ছিলেন। প্রার্থীরা সুষ্ঠু নির্বাচনের প্রত্যাশা ব্যক্ত করেন এবং ভোটারদের সমর্থন কামনা করেন। ঢাকা-১৫ আসনে প্রার্থীরা রিটার্নিং কর্মকর্তার কার্যালয়ে মনোনয়নপত্র জমা দিয়েছেন। মনোনয়নপত্র জমাদানকালে প্রার্থীদের সঙ্গে নেতাকর্মীরা উপস্থিত ছিলেন। প্রার্থীরা সুষ্ঠু নির্বাচনের প্রত্যাশা ব্যক্ত করেন এবং ভোটারদের সমর্থন কামনা করেন। ঢাকা-১৫ আসনে প্রার্থীরা রিটার্নিং কর্মকর্তার কার্যালয়ে মনোনয়নপত্র জমা দিয়েছেন। মনোনয়নপত্র জমাদানকালে প্রার্থীদের সঙ্গে নেতাকর্মীরা উপস্থিত ছিলেন। প্রার্থীরা সুষ্ঠু নির্বাচনের প্রত্যাশা ব্যক্ত করেন এবং ভোটারদের সমর্থন কামনা করেন। ঢাকা-১৫ আসনে প্রার্থীরা রিটার্নিং কর্মকর্তার কার্যালয়ে মনোনয়নপত্র জমা দিয়েছেন। মনোনয়নপত্র জমাদানকালে প্রার্থীদের সঙ্গে নেতাকর্মীরা উপস্থিত ছিলেন। প্রার্থীরা সুষ্ঠু নির্বাচনের প্রত্যাশা ব্যক্ত করেন এবং ভোটারদের সমর্থন কামনা করেন।: [172, 450, 342, 615]
article-body: জলবায়ু সম্মেলনে দেশের পক্ষে প্রতিনিধিদল অংশ নিয়েছে। সম্মেলনে জলবায়ু পরিবর্তনের ক্ষতিপূরণ ও অভিযোজন তহবিলের বিষয়ে জোরালো দাবি তুলে ধরা হয়েছে। জলবায়ু সম্মেলনে দেশের পক্ষে প্রতিনিধিদল অংশ নিয়েছে। সম্মেলনে জলবায়ু পরিবর্তনের ক্ষতিপূরণ ও অভিযোজন তহবিলের বিষয়ে জোরালো দাবি তুলে ধরা হয়েছে। জলবায়ু সম্মেলনে দেশের পক্ষে প্রতিনিধিদল অংশ নিয়েছে। সম্মেলনে জলবায়ু পরিবর্তনের ক্ষতিপূরণ ও অভিযোজন তহবিলের বিষয়ে জোরালো দাবি তুলে ধরা হয়েছে। জলবায়ু সম্মেলনে দেশের পক্ষে প্রতিনিধিদল অংশ নিয়েছে। সম্মেলনে জলবায়ু পরিবর্তনের ক্ষতিপূরণ ও অভিযোজন তহবিলের বিষয়ে জোরালো দাবি তুলে ধরা হয়েছে। জলবায়ু সম্মেলনে দেশের পক্ষে প্রতিনিধিদল অংশ নিয়েছে। সম্মেলনে জলবায়ু পরিবর্তনের ক্ষতিপূরণ ও অভিযোজন তহবিলের বিষয়ে জোরালো দাবি তুলে ধরা হয়েছে।: [526, 230, 694, 303]
article-body: আত্মবিশ্বাস মানুষের জীবনে সীমাহীন শক্তি যোগায়। প্রতিকূল পরিস্থিতিতেও আত্মবিশ্বাসী মানুষ লক্ষ্যে অবিচল থাকে এবং সাফল্য অর্জন করে। বিশেষজ্ঞরা বলছেন, নিয়মিত চর্চার মাধ্যমে আত্মবিশ্বাস বাড়ানো সম্ভব। আত্মবিশ্বাস মানুষের জীবনে সীমাহীন শক্তি যোগায়। প্রতিকূল পরিস্থিতিতেও আত্মবিশ্বাসী মানুষ লক্ষ্যে অবিচল থাকে এবং সাফল্য অর্জন করে। বিশেষজ্ঞরা বলছেন, নিয়মিত চর্চার মাধ্যমে আত্মবিশ্বাস বাড়ানো সম্ভব। আত্মবিশ্বাস মানুষের জীবনে সীমাহীন শক্তি যোগায়। প্রতিকূল পরিস্থিতিতেও আত্মবিশ্বাসী মানুষ লক্ষ্যে অবিচল থাকে এবং সাফল্য অর্জন করে। বিশেষজ্ঞরা বলছেন, নিয়মিত চর্চার মাধ্যমে আত্মবিশ্বাস বাড়ানো সম্ভব। আত্মবিশ্বাস মানুষের জীবনে সীমাহীন শক্তি যোগায়। প্রতিকূল পরিস্থিতিতেও আত্মবিশ্বাসী মানুষ লক্ষ্যে অবিচল থাকে এবং সাফল্য অর্জন করে। বিশেষজ্ঞরা বলছেন, নিয়মিত চর্চার মাধ্যমে আত্মবিশ্বাস বাড়ানো সম্ভব। আত্মবিশ্বাস মানুষের জীবনে সীমাহীন শক্তি যোগায়। প্রতিকূল পরিস্থিতিতেও আত্মবিশ্বাসী মানুষ লক্ষ্যে অবিচল থাকে এবং সাফল্য অর্জন করে। বিশেষজ্ঞরা বলছেন, নিয়মিত চর্চার মাধ্যমে আত্মবিশ্বাস বাড়ানো সম্ভব। আত্মবিশ্বাস মানুষের জীবনে সীমাহীন শক্তি যোগায়। প্রতিকূল পরিস্থিতিতেও আত্মবিশ্বাসী মানুষ লক্ষ্যে অবিচল থাকে এবং সাফল্য অর্জন করে। বিশেষজ্ঞরা বলছেন, নিয়মিত চর্চার মাধ্যমে আত্মবিশ্বাস বাড়ানো সম্ভব।: [172, 655, 342, 767]
headline: হার মানলো শত কোটি টাকা: [362, 562, 506, 578]
article-body: ঢাকা-১৫ আসনে একাধিক প্রার্থী মনোনয়নপত্র জমা দিয়েছেন। রিটার্নিং কর্মকর্তা জানান, যাচাই-বাছাই শেষে বৈধ প্রার্থীদের তালিকা প্রকাশ করা হবে। প্রার্থীরা নির্বাচনী প্রচারণার প্রস্তুতি নিচ্ছেন। ঢাকা-১৫ আসনে একাধিক প্রার্থী মনোনয়নপত্র জমা দিয়েছেন। রিটার্নিং কর্মকর্তা জানান, যাচাই-বাছাই শেষে বৈধ প্রার্থীদের তালিকা প্রকাশ করা হবে। প্রার্থীরা নির্বাচনী প্রচারণার প্রস্তুতি নিচ্ছেন। ঢাকা-১৫ আসনে একাধিক প্রার্থী মনোনয়নপত্র জমা দিয়েছেন। রিটার্নিং কর্মকর্তা জানান, যাচাই-বাছাই শেষে বৈধ প্রার্থীদের তালিকা প্রকাশ করা হবে। প্রার্থীরা নির্বাচনী প্রচারণার প্রস্তুতি নিচ্ছেন। ঢাকা-১৫ আসনে একাধিক প্রার্থী মনোনয়নপত্র জমা দিয়েছেন। রিটার্নিং কর্মকর্তা জানান, যাচাই-বাছাই শেষে বৈধ প্রার্থীদের তালিকা প্রকাশ করা হবে। প্রার্থীরা নির্বাচনী প্রচারণার প্রস্তুতি নিচ্ছেন। ঢাকা-১৫ আসনে একাধিক প্রার্থী মনোনয়নপত্র জমা দিয়েছেন। রিটার্নিং কর্মকর্তা জানান, যাচাই-বাছাই শেষে বৈধ প্রার্থীদের তালিকা প্রকাশ করা হবে। প্রার্থীরা নির্বাচনী প্রচারণার প্রস্তুতি নিচ্ছেন। ঢাকা-১৫ আসনে একাধিক প্রার্থী মনোনয়নপত্র জমা দিয়েছেন। রিটার্নিং কর্মকর্তা জানান, যাচাই-বাছাই শেষে বৈধ প্রার্থীদের তালিকা প্রকাশ করা হবে। প্রার্থীরা নির্বাচনী প্রচারণার প্রস্তুতি নিচ্ছেন। ঢাকা-১৫ আসনে একাধিক প্রার্থী মনোনয়নপত্র জমা দিয়েছেন। রিটার্নিং কর্মকর্তা জানান, যাচাই-বাছাই শেষে বৈধ প্রার্থীদের তালিকা প্রকাশ করা হবে। প্রার্থীরা নির্বাচনী প্রচারণার প্রস্তুতি নিচ্ছেন। ঢাকা-১৫ আসনে একাধিক প্রার্থী মনোনয়নপত্র জমা দিয়েছেন। রিটার্নিং কর্মকর্তা জানান, যাচাই-বাছাই শেষে বৈধ প্রার্থীদের তালিকা প্রকাশ করা হবে। প্রার্থীরা নির্বাচনী প্রচারণার প্রস্তুতি নিচ্ছেন। ঢাকা-১৫ আসনে একাধিক প্রার্থী মনোনয়নপত্র জমা দিয়েছেন। রিটার্নিং কর্মকর্তা জানান, যাচাই-বাছাই শেষে বৈধ প্রার্থীদের তালিকা প্রকাশ করা হবে। প্রার্থীরা নির্বাচনী প্রচারণার প্রস্তুতি নিচ্ছেন। ঢাকা-১৫ আসনে একাধিক প্রার্থী মনোনয়নপত্র জমা দিয়েছেন। রিটার্নিং কর্মকর্তা জানান, যাচাই-বাছাই শেষে বৈধ প্রার্থীদের তালিকা প্রকাশ করা হবে। প্রার্থীরা নির্বাচনী প্রচারণার প্রস্তুতি নিচ্ছেন। ঢাকা-১৫ আসনে একাধিক প্রার্থী মনোনয়নপত্র জমা দিয়েছেন। রিটার্নিং কর্মকর্তা জানান, যাচাই-বাছাই শেষে বৈধ প্রার্থীদের তালিকা প্রকাশ করা হবে। প্রার্থীরা নির্বাচনী প্রচারণার প্রস্তুতি নিচ্ছেন। ঢাকা-১৫ আসনে একাধিক প্রার্থী মনোনয়নপত্র জমা দিয়েছেন। রিটার্নিং কর্মকর্তা জানান, যাচাই-বাছাই শেষে বৈধ প্রার্থীদের তালিকা প্রকাশ করা হবে। প্রার্থীরা নির্বাচনী প্রচারণার প্রস্তুতি নিচ্ছেন। ঢাকা-১৫ আসনে একাধিক প্রার্থী মনোনয়নপত্র জমা দিয়েছেন। রিটার্নিং কর্মকর্তা জানান, যাচাই-বাছাই শেষে বৈধ প্রার্থীদের তালিকা প্রকাশ করা হবে। প্রার্থীরা নির্বাচনী প্রচারণার প্রস্তুতি নিচ্ছেন। ঢাকা-১৫ আসনে একাধিক প্রার্থী মনোনয়নপত্র জমা দিয়েছেন। রিটার্নিং কর্মকর্তা জানান, যাচাই-বাছাই শেষে বৈধ প্রার্থীদের তালিকা প্রকাশ করা হবে। প্রার্থীরা নির্বাচনী প্রচারণার প্রস্তুতি নিচ্ছেন। ঢাকা-১৫ আসনে একাধিক প্রার্থী মনোনয়নপত্র জমা দিয়েছেন। রিটার্নিং কর্মকর্তা জানান, যাচাই-বাছাই শেষে বৈধ প্রার্থীদের তালিকা প্রকাশ করা হবে। প্রার্থীরা নির্বাচনী প্রচারণার প্রস্তুতি নিচ্ছেন। ঢাকা-১৫ আসনে একাধিক প্রার্থী মনোনয়নপত্র জমা দিয়েছেন। রিটার্নিং কর্মকর্তা জানান, যাচাই-বাছাই শেষে বৈধ প্রার্থীদের তালিকা প্রকাশ করা হবে। প্রার্থীরা নির্বাচনী প্রচারণার প্রস্তুতি নিচ্ছেন। ঢাকা-১৫ আসনে একাধিক প্রার্থী মনোনয়নপত্র জমা দিয়েছেন। রিটার্নিং কর্মকর্তা জানান, যাচাই-বাছাই শেষে বৈধ প্রার্থীদের তালিকা প্রকাশ করা হবে। প্রার্থীরা নির্বাচনী প্রচারণার প্রস্তুতি নিচ্ছেন। ঢাকা-১৫ আসনে একাধিক প্রার্থী মনোনয়নপত্র জমা দিয়েছেন। রিটার্নিং কর্মকর্তা জানান, যাচাই-বাছাই শেষে বৈধ প্রার্থীদের তালিকা প্রকাশ করা হবে। প্রার্থীরা নির্বাচনী প্রচারণার প্রস্তুতি নিচ্ছেন। ঢাকা-১৫ আসনে একাধিক প্রার্থী মনোনয়নপত্র জমা দিয়েছেন। রিটার্নিং কর্মকর্তা জানান, যাচাই-বাছাই শেষে বৈধ প্রার্থীদের তালিকা প্রকাশ করা হবে। প্রার্থীরা নির্বাচনী প্রচারণার প্রস্তুতি নিচ্ছেন। ঢাকা-১৫ আসনে একাধিক প্রার্থী মনোনয়নপত্র জমা দিয়েছেন। রিটার্নিং কর্মকর্তা জানান, যাচাই-বাছাই শেষে বৈধ প্রার্থীদের তালিকা প্রকাশ করা হবে। প্রার্থীরা নির্বাচনী প্রচারণার প্রস্তুতি নিচ্ছেন। ঢাকা-১৫ আসনে একাধিক প্রার্থী মনোনয়নপত্র জমা দিয়েছেন। রিটার্নিং কর্মকর্তা জানান, যাচাই-বাছাই শেষে বৈধ প্রার্থীদের তালিকা প্রকাশ করা হবে। প্রার্থীরা নির্বাচনী প্রচারণার প্রস্তুতি নিচ্ছেন। ঢাকা-১৫ আসনে একাধিক প্রার্থী মনোনয়নপত্র জমা দিয়েছেন। রিটার্নিং কর্মকর্তা জানান, যাচাই-বাছাই শেষে বৈধ প্রার্থীদের তালিকা প্রকাশ করা হবে। প্রার্থীরা নির্বাচনী প্রচারণার প্রস্তুতি নিচ্ছেন। ঢাকা-১৫ আসনে একাধিক প্রার্থী মনোনয়নপত্র জমা দিয়েছেন। রিটার্নিং কর্মকর্তা জানান, যাচাই-বাছাই শেষে বৈধ প্রার্থীদের তালিকা প্রকাশ করা হবে। প্রার্থীরা নির্বাচনী প্রচারণার প্রস্তুতি নিচ্ছেন। ঢাকা-১৫ আসনে একাধিক প্রার্থী মনোনয়নপত্র জমা দিয়েছেন। রিটার্নিং কর্মকর্তা জানান, যাচাই-বাছাই শেষে বৈধ প্রার্থীদের তালিকা প্রকাশ করা হবে। প্রার্থীরা নির্বাচনী প্রচারণার প্রস্তুতি নিচ্ছেন। ঢাকা-১৫ আসনে একাধিক প্রার্থী মনোনয়নপত্র জমা দিয়েছেন। রিটার্নিং কর্মকর্তা জানান, যাচাই-বাছাই শেষে বৈধ প্রার্থীদের তালিকা প্রকাশ করা হবে। প্রার্থীরা নির্বাচনী প্রচারণার প্রস্তুতি নিচ্ছেন। ঢাকা-১৫ আসনে একাধিক প্রার্থী মনোনয়নপত্র জমা দিয়েছেন। রিটার্নিং কর্মকর্তা জানান, যাচাই-বাছাই শেষে বৈধ প্রার্থীদের তালিকা প্রকাশ করা হবে। প্রার্থীরা নির্বাচনী প্রচারণার প্রস্তুতি নিচ্ছেন। ঢাকা-১৫ আসনে একাধিক প্রার্থী মনোনয়নপত্র জমা দিয়েছেন। রিটার্নিং কর্মকর্তা জানান, যাচাই-বাছাই শেষে বৈধ প্রার্থীদের তালিকা প্রকাশ করা হবে। প্রার্থীরা নির্বাচনী প্রচারণার প্রস্তুতি নিচ্ছেন। ঢাকা-১৫ আসনে একাধিক প্রার্থী মনোনয়নপত্র জমা দিয়েছেন। রিটার্নিং কর্মকর্তা জানান, যাচাই-বাছাই শেষে বৈধ প্রার্থীদের তালিকা প্রকাশ করা হবে। প্রার্থীরা নির্বাচনী প্রচারণার প্রস্তুতি নিচ্ছেন। ঢাকা-১৫ আসনে একাধিক প্রার্থী মনোনয়নপত্র জমা দিয়েছেন। রিটার্নিং কর্মকর্তা জানান, যাচাই-বাছাই শেষে বৈধ প্রার্থীদের তালিকা প্রকাশ করা হবে। প্রার্থীরা নির্বাচনী প্রচারণার প্রস্তুতি নিচ্ছেন। ঢাকা-১৫ আসনে একাধিক প্রার্থী মনোনয়নপত্র জমা দিয়েছেন। রিটার্নিং কর্মকর্তা জানান, যাচাই-বাছাই শেষে বৈধ প্রার্থীদের তালিকা প্রকাশ করা হবে। প্রার্থীরা নির্বাচনী প্রচারণার প্রস্তুতি নিচ্ছেন।: [348, 850, 520, 1325]
article: [526, 868, 694, 988]
column-divider: [169, 30, 170, 906]
headline: ঘন কুয়াশার কারণে ঢাকা-বরিশাল রুটে লঞ্চ চলাচল বন্ধ: [532, 656, 688, 687]
headline: আত্মবিশ্বাসের শক্তি 'সীমাহীনভাবে': [207, 623, 307, 654]
column-2: [172, 30, 342, 1788]
divider: [348, 559, 520, 560]
column-3: [348, 30, 520, 1325]
headline: তাহেরপুরে অবৈধ বালু ও মাটি উত্তোলনের বিরুদ্ধে মোবাইল কোর্টে জরিমানা: [532, 867, 688, 913]
headline: কপ সম্মেলনে দেশের পক্ষে: [542, 213, 678, 229]
